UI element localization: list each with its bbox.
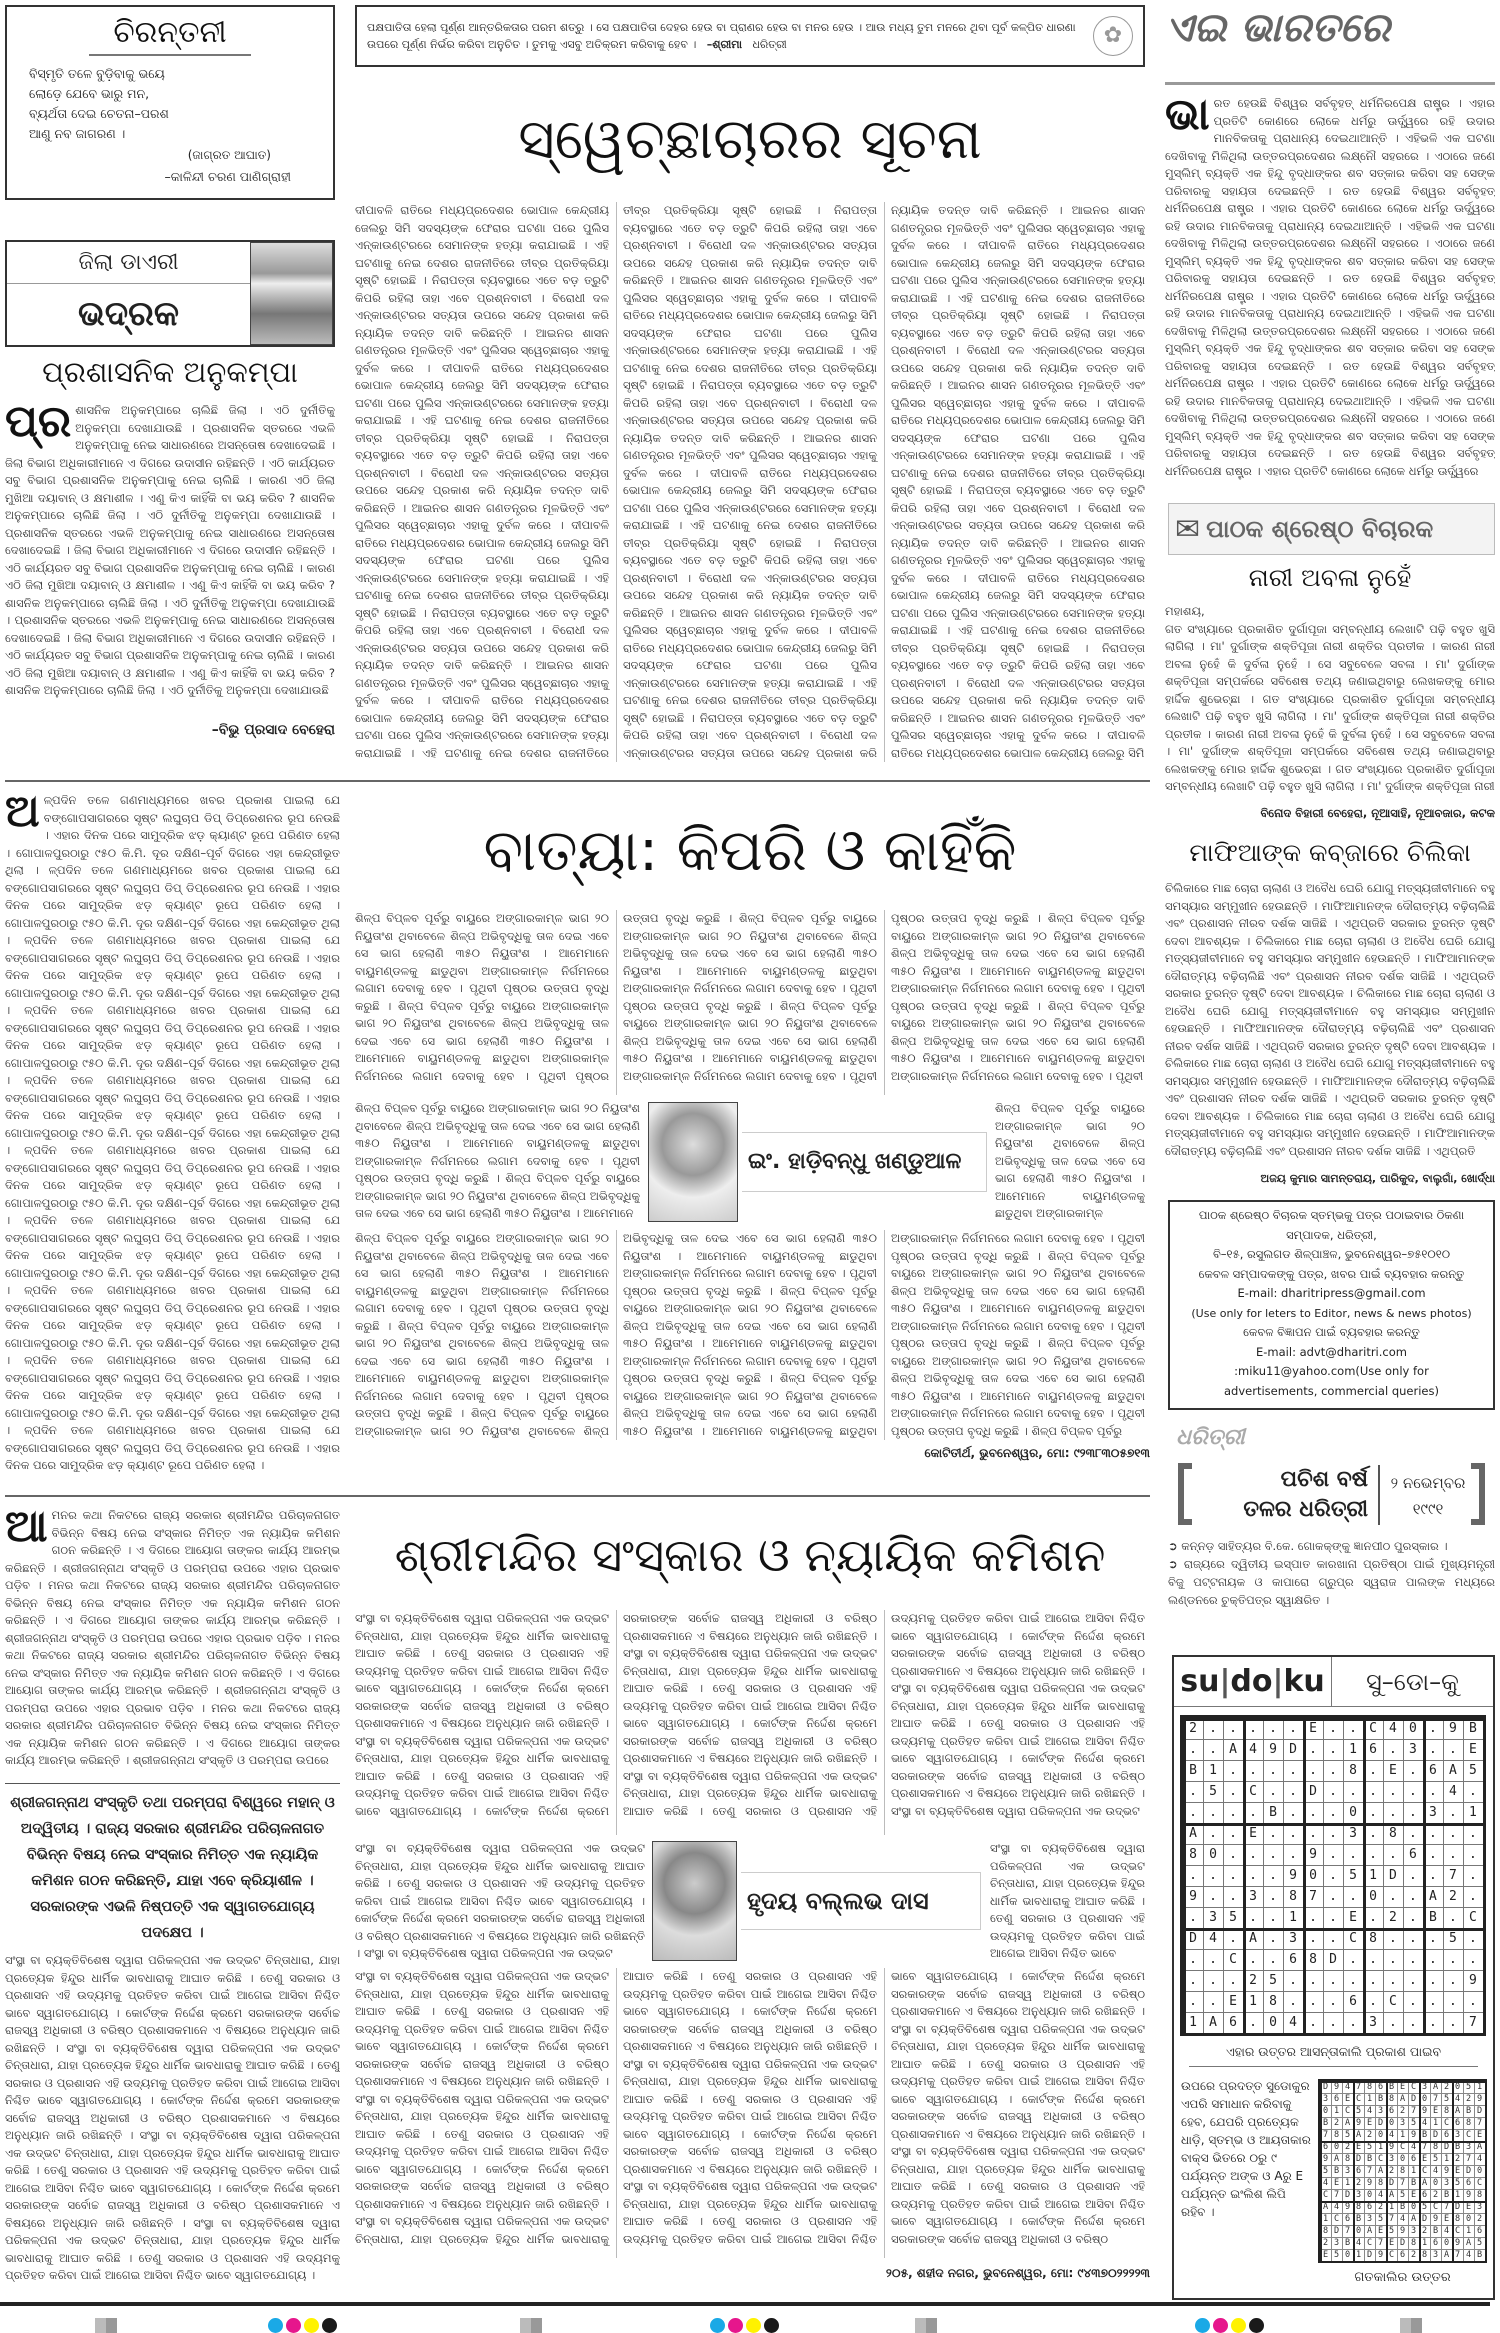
zila-body <box>5 402 335 702</box>
bharat-logo: ଏଇ ଭାରତରେ <box>1165 5 1495 85</box>
archive-item-text: ରାଜ୍ୟରେ ଦ୍ୱିତୀୟ ଇସ୍ପାତ କାରଖାନା ପ୍ରତିଷ୍ଠା ପାଇଁ ମୁଖ୍ୟମନ୍ତ୍ରୀ ବିଜୁ ପଟ୍ଟନାୟକ ଓ କାପାରୋ ଗ୍ରୁପ୍‌ର ସ୍ୱରାଜ ପାଲଙ୍କ ମଧ୍ୟରେ ଲଣ୍ଡନରେ ଚୁକ୍ତିପତ୍ର ସ୍ୱାକ୍ଷରିତ । <box>1168 1557 1495 1607</box>
grid-row: 23B4C7ED81609A5 <box>1323 2238 1488 2248</box>
grid-row: 785A20419BD63CE <box>1323 2130 1488 2140</box>
quote-text: ପକ୍ଷପାତିତା ହେଲା ପୂର୍ଣ୍ଣ ଆନ୍ତରିକତାର ପରମ ଶତ୍ରୁ । ସେ ପକ୍ଷପାତିତା ଦେହର ହେଉ ବା ପ୍ରାଣର ହେଉ ବା ମନର ହେଉ । ଆଉ ମଧ୍ୟ ତୁମ ମନରେ ଥିବା ପୂର୍ବ କଳ୍ପିତ ଧାରଣା ଉପରେ ପୂର୍ଣ୍ଣ ନିର୍ଭର କରିବା ଅନୁଚିତ । ତୁମକୁ ଏସବୁ ଅତିକ୍ରମ କରିବାକୁ ହେବ । <box>367 21 1076 51</box>
chirantani-title: ଚିରନ୍ତନୀ <box>89 15 251 56</box>
sudoku-title-su: su <box>1180 1664 1220 1699</box>
yellow-dot <box>1231 2318 1246 2333</box>
grid-row[interactable]: ..A49D..16.3..E <box>1189 1742 1490 1757</box>
article-text: ଶିଳ୍ପ ବିପ୍ଳବ ପୂର୍ବରୁ ବାୟୁରେ ଅଙ୍ଗାରକାମ୍ଳ ଭାଗ ୨୦ ନିୟୁତାଂଶ ଥିବାବେଳେ ଶିଳ୍ପ ଅଭିବୃଦ୍ଧିକୁ ତାଳ ଦେଇ ଏବେ ସେ ଭାଗ ହେଲାଣି ୩୫୦ ନିୟୁତାଂଶ । ଆମେମାନେ ବାୟୁମଣ୍ଡଳକୁ ଛାଡୁଥିବା ଅଙ୍ଗାରକାମ୍ଳ ନିର୍ଗମନରେ ଲଗାମ ଦେବାକୁ ହେବ । ପୃଥିବୀ ପୃଷ୍ଠର ଉତ୍ତାପ ବୃଦ୍ଧି କରୁଛି । ଶିଳ୍ପ ବିପ୍ଳବ ପୂର୍ବରୁ ବାୟୁରେ ଅଙ୍ଗାରକାମ୍ଳ ଭାଗ ୨୦ ନିୟୁତାଂଶ ଥିବାବେଳେ ଶିଳ୍ପ ଅଭିବୃଦ୍ଧିକୁ ତାଳ ଦେଇ ଏବେ ସେ ଭାଗ ହେଲାଣି ୩୫୦ ନିୟୁତାଂଶ । ଆମେମାନେ ବାୟୁମଣ୍ଡଳକୁ ଛାଡୁଥିବା ଅଙ୍ଗାରକାମ୍ଳ ନିର୍ଗମନରେ ଲଗାମ ଦେବାକୁ ହେବ । ପୃଥିବୀ ପୃଷ୍ଠର ଉତ୍ତାପ ବୃଦ୍ଧି କରୁଛି । ଶିଳ୍ପ ବିପ୍ଳବ ପୂର୍ବରୁ ବାୟୁରେ ଅଙ୍ଗାରକାମ୍ଳ ଭାଗ ୨୦ ନିୟୁତାଂଶ ଥିବାବେଳେ ଶିଳ୍ପ ଅଭିବୃଦ୍ଧିକୁ ତାଳ ଦେଇ ଏବେ ସେ ଭାଗ ହେଲାଣି ୩୫୦ ନିୟୁତାଂଶ । ଆମେମାନେ ବାୟୁମଣ୍ଡଳକୁ ଛାଡୁଥିବା ଅଙ୍ଗାରକାମ୍ଳ ନିର୍ଗମନରେ ଲଗାମ ଦେବାକୁ ହେବ । ପୃଥିବୀ ପୃଷ୍ଠର ଉତ୍ତାପ ବୃଦ୍ଧି କରୁଛି । ଶିଳ୍ପ ବିପ୍ଳବ ପୂର୍ବରୁ ବାୟୁରେ ଅଙ୍ଗାରକାମ୍ଳ ଭାଗ ୨୦ ନିୟୁତାଂଶ ଥିବାବେଳେ ଶିଳ୍ପ ଅଭିବୃଦ୍ଧିକୁ ତାଳ ଦେଇ ଏବେ ସେ ଭାଗ ହେଲାଣି ୩୫୦ ନିୟୁତାଂଶ । ଆମେମାନେ ବାୟୁମଣ୍ଡଳକୁ ଛାଡୁଥିବା ଅଙ୍ଗାରକାମ୍ଳ ନିର୍ଗମନରେ ଲଗାମ ଦେବାକୁ ହେବ । ପୃଥିବୀ ପୃଷ୍ଠର ଉତ୍ତାପ ବୃଦ୍ଧି କରୁଛି । ଶିଳ୍ପ ବିପ୍ଳବ ପୂର୍ବରୁ ବାୟୁରେ ଅଙ୍ଗାରକାମ୍ଳ ଭାଗ ୨୦ ନିୟୁତାଂଶ ଥିବାବେଳେ ଶିଳ୍ପ ଅଭିବୃଦ୍ଧିକୁ ତାଳ ଦେଇ ଏବେ ସେ ଭାଗ ହେଲାଣି ୩୫୦ ନିୟୁତାଂଶ । ଆମେମାନେ ବାୟୁମଣ୍ଡଳକୁ ଛାଡୁଥିବା ଅଙ୍ଗାରକାମ୍ଳ ନିର୍ଗମନରେ ଲଗାମ ଦେବାକୁ ହେବ । ପୃଥିବୀ ପୃଷ୍ଠର ଉତ୍ତାପ ବୃଦ୍ଧି କରୁଛି । ଶିଳ୍ପ ବିପ୍ଳବ ପୂର୍ବରୁ ବାୟୁରେ ଅଙ୍ଗାରକାମ୍ଳ ଭାଗ ୨୦ ନିୟୁତାଂଶ ଥିବାବେଳେ ଶିଳ୍ପ ଅଭିବୃଦ୍ଧିକୁ ତାଳ ଦେଇ ଏବେ ସେ ଭାଗ ହେଲାଣି ୩୫୦ ନିୟୁତାଂଶ । ଆମେମାନେ ବାୟୁମଣ୍ଡଳକୁ ଛାଡୁଥିବା ଅଙ୍ଗାରକାମ୍ଳ ନିର୍ଗମନରେ ଲଗାମ ଦେବାକୁ ହେବ । ପୃଥିବୀ ପୃଷ୍ଠର ଉତ୍ତାପ ବୃଦ୍ଧି କରୁଛି । ଶିଳ୍ପ ବିପ୍ଳବ ପୂର୍ବରୁ ବାୟୁରେ ଅଙ୍ଗାରକାମ୍ଳ ଭାଗ ୨୦ ନିୟୁତାଂଶ ଥିବାବେଳେ ଶିଳ୍ପ ଅଭିବୃଦ୍ଧିକୁ ତାଳ ଦେଇ ଏବେ ସେ ଭାଗ ହେଲାଣି ୩୫୦ ନିୟୁତାଂଶ । ଆମେମାନେ ବାୟୁମଣ୍ଡଳକୁ ଛାଡୁଥିବା ଅଙ୍ଗାରକାମ୍ଳ ନିର୍ଗମନରେ ଲଗାମ ଦେବାକୁ ହେବ । ପୃଥିବୀ ପୃଷ୍ଠର ଉତ୍ତାପ ବୃଦ୍ଧି କରୁଛି । ଶିଳ୍ପ ବିପ୍ଳବ ପୂର୍ବରୁ <box>355 1231 1145 1438</box>
grid-row: 4E1298D7BA0356C <box>1323 2178 1488 2188</box>
poem-line: ବ୍ୟର୍ଥତା ଦେଇ ଚେତନା–ପରଶ <box>29 106 169 121</box>
grid-row[interactable]: 9..3.87..0..A2. <box>1189 1889 1490 1904</box>
grid-row[interactable]: ..C..68D....... <box>1189 1952 1490 1967</box>
article-text: ରତ ହେଉଛି ବିଶ୍ୱର ସର୍ବବୃହତ୍ ଧର୍ମନିରପେକ୍ଷ ରାଷ୍ଟ୍ର । ଏହାର ପ୍ରତିଟି କୋଣରେ ଲୋକେ ଧର୍ମରୁ ଊର୍ଦ୍ଧ୍ୱରେ ରହି ଉଦାର ମାନବିକତାକୁ ପ୍ରାଧାନ୍ୟ ଦେଇଥାଆନ୍ତି । ଏହିଭଳି ଏକ ଘଟଣା ଦେଖିବାକୁ ମିଳିଥିଲା ଉତ୍ତରପ୍ରଦେଶର ଲକ୍ଷ୍ନୌ ସହରରେ । ଏଠାରେ ଜଣେ ମୁସ୍‌ଲିମ୍ ବ୍ୟକ୍ତି ଏକ ହିନ୍ଦୁ ବୃଦ୍ଧାଙ୍କର ଶବ ସତ୍କାର କରିବା ସହ ସେଙ୍କ ପରିବାରକୁ ସହାୟତା ଦେଇଛନ୍ତି । ରତ ହେଉଛି ବିଶ୍ୱର ସର୍ବବୃହତ୍ ଧର୍ମନିରପେକ୍ଷ ରାଷ୍ଟ୍ର । ଏହାର ପ୍ରତିଟି କୋଣରେ ଲୋକେ ଧର୍ମରୁ ଊର୍ଦ୍ଧ୍ୱରେ ରହି ଉଦାର ମାନବିକତାକୁ ପ୍ରାଧାନ୍ୟ ଦେଇଥାଆନ୍ତି । ଏହିଭଳି ଏକ ଘଟଣା ଦେଖିବାକୁ ମିଳିଥିଲା ଉତ୍ତରପ୍ରଦେଶର ଲକ୍ଷ୍ନୌ ସହରରେ । ଏଠାରେ ଜଣେ ମୁସ୍‌ଲିମ୍ ବ୍ୟକ୍ତି ଏକ ହିନ୍ଦୁ ବୃଦ୍ଧାଙ୍କର ଶବ ସତ୍କାର କରିବା ସହ ସେଙ୍କ ପରିବାରକୁ ସହାୟତା ଦେଇଛନ୍ତି । ରତ ହେଉଛି ବିଶ୍ୱର ସର୍ବବୃହତ୍ ଧର୍ମନିରପେକ୍ଷ ରାଷ୍ଟ୍ର । ଏହାର ପ୍ରତିଟି କୋଣରେ ଲୋକେ ଧର୍ମରୁ ଊର୍ଦ୍ଧ୍ୱରେ ରହି ଉଦାର ମାନବିକତାକୁ ପ୍ରାଧାନ୍ୟ ଦେଇଥାଆନ୍ତି । ଏହିଭଳି ଏକ ଘଟଣା ଦେଖିବାକୁ ମିଳିଥିଲା ଉତ୍ତରପ୍ରଦେଶର ଲକ୍ଷ୍ନୌ ସହରରେ । ଏଠାରେ ଜଣେ ମୁସ୍‌ଲିମ୍ ବ୍ୟକ୍ତି ଏକ ହିନ୍ଦୁ ବୃଦ୍ଧାଙ୍କର ଶବ ସତ୍କାର କରିବା ସହ ସେଙ୍କ ପରିବାରକୁ ସହାୟତା ଦେଇଛନ୍ତି । ରତ ହେଉଛି ବିଶ୍ୱର ସର୍ବବୃହତ୍ ଧର୍ମନିରପେକ୍ଷ ରାଷ୍ଟ୍ର । ଏହାର ପ୍ରତିଟି କୋଣରେ ଲୋକେ ଧର୍ମରୁ ଊର୍ଦ୍ଧ୍ୱରେ ରହି ଉଦାର ମାନବିକତାକୁ ପ୍ରାଧାନ୍ୟ ଦେଇଥାଆନ୍ତି । ଏହିଭଳି ଏକ ଘଟଣା ଦେଖିବାକୁ ମିଳିଥିଲା ଉତ୍ତରପ୍ରଦେଶର ଲକ୍ଷ୍ନୌ ସହରରେ । ଏଠାରେ ଜଣେ ମୁସ୍‌ଲିମ୍ ବ୍ୟକ୍ତି ଏକ ହିନ୍ଦୁ ବୃଦ୍ଧାଙ୍କର ଶବ ସତ୍କାର କରିବା ସହ ସେଙ୍କ ପରିବାରକୁ ସହାୟତା ଦେଇଛନ୍ତି । ରତ ହେଉଛି ବିଶ୍ୱର ସର୍ବବୃହତ୍ ଧର୍ମନିରପେକ୍ଷ ରାଷ୍ଟ୍ର । ଏହାର ପ୍ରତିଟି କୋଣରେ ଲୋକେ ଧର୍ମରୁ ଊର୍ଦ୍ଧ୍ୱରେ <box>1165 96 1495 478</box>
grid-row: D94786BEC3A2051 <box>1323 2082 1488 2092</box>
grid-row[interactable]: 80....9....6... <box>1189 1847 1490 1862</box>
archive-year: ୧୯୯୧ <box>1412 1500 1444 1518</box>
sudoku-solution-grid <box>1318 2079 1487 2263</box>
grid-row: 1C6B3574AD9E802 <box>1323 2214 1488 2224</box>
article-text: ଶିଳ୍ପ ବିପ୍ଳବ ପୂର୍ବରୁ ବାୟୁରେ ଅଙ୍ଗାରକାମ୍ଳ ଭାଗ ୨୦ ନିୟୁତାଂଶ ଥିବାବେଳେ ଶିଳ୍ପ ଅଭିବୃଦ୍ଧିକୁ ତାଳ ଦେଇ ଏବେ ସେ ଭାଗ ହେଲାଣି ୩୫୦ ନିୟୁତାଂଶ । ଆମେମାନେ ବାୟୁମଣ୍ଡଳକୁ ଛାଡୁଥିବା ଅଙ୍ଗାରକାମ୍ଳ ନିର୍ଗମନରେ ଲଗାମ ଦେବାକୁ ହେବ । ପୃଥିବୀ ପୃଷ୍ଠର ଉତ୍ତାପ ବୃଦ୍ଧି କରୁଛି । ଶିଳ୍ପ ବିପ୍ଳବ ପୂର୍ବରୁ ବାୟୁରେ ଅଙ୍ଗାରକାମ୍ଳ ଭାଗ ୨୦ ନିୟୁତାଂଶ ଥିବାବେଳେ ଶିଳ୍ପ ଅଭିବୃଦ୍ଧିକୁ ତାଳ ଦେଇ ଏବେ ସେ ଭାଗ ହେଲାଣି ୩୫୦ ନିୟୁତାଂଶ । ଆମେମାନେ <box>355 1101 640 1220</box>
gray-registration-mark <box>1400 2318 1422 2333</box>
color-registration-marks <box>268 2318 337 2333</box>
cyan-dot <box>710 2318 725 2333</box>
grid-row: 602E519C478DB3A <box>1323 2142 1488 2152</box>
drop-cap: ଆ <box>5 1507 48 1552</box>
poem-line: ଆଣୁ ନବ ଜାଗରଣ । <box>29 126 126 141</box>
sudoku-title-ku: ku <box>1283 1664 1325 1699</box>
temple-headline: ଶ୍ରୀମନ୍ଦିର ସଂସ୍କାର ଓ ନ୍ୟାୟିକ କମିଶନ <box>394 1528 1106 1582</box>
article-text: ସଂସ୍ଥା ବା ବ୍ୟକ୍ତିବିଶେଷ ଦ୍ୱାରା ପରିକଳ୍ପନା ଏକ ଉଦ୍ଭଟ ଚିନ୍ତାଧାରା, ଯାହା ପ୍ରତ୍ୟେକ ହିନ୍ଦୁର ଧାର୍ମିକ ଭାବଧାରାକୁ ଆଘାତ କରିଛି । ତେଣୁ ସରକାର ଓ ପ୍ରଶାସନ ଏହି ଉଦ୍ୟମକୁ ପ୍ରତିହତ କରିବା ପାଇଁ ଆଗେଇ ଆସିବା ନିଶ୍ଚିତ ଭାବେ <box>990 1841 1145 1960</box>
color-registration-marks <box>1195 2318 1264 2333</box>
cyan-dot <box>268 2318 283 2333</box>
temple-body-left <box>5 1507 340 1777</box>
quote-author: –ଶ୍ରୀମା <box>706 38 742 51</box>
grid-row[interactable]: ....B...0...3.1 <box>1189 1805 1490 1820</box>
gray-registration-mark <box>95 2318 117 2333</box>
zila-district: ଭଦ୍ରକ <box>77 294 180 334</box>
editor-email-link[interactable]: E-mail: dharitripress@gmail.com <box>1237 1286 1426 1300</box>
chirantani-box <box>5 5 335 200</box>
archive-date: ୨ ନଭେମ୍ବର <box>1390 1474 1466 1492</box>
article-text: ଳ୍ପଦିନ ତଳେ ଗଣମାଧ୍ୟମରେ ଖବର ପ୍ରକାଶ ପାଇଲା ଯେ ବଙ୍ଗୋପସାଗରରେ ସୃଷ୍ଟ ଲଘୁଚାପ ଡିପ୍ ଡିପ୍ରେଶନର ରୂପ ନେଉଛି । ଏହାର ଦିନକ ପରେ ସାମୁଦ୍ରିକ ଝଡ଼ କ୍ୟାଣ୍ଟ ରୂପେ ପରିଣତ ହେଲା । ଗୋପାଳପୁରଠାରୁ ୯୫୦ କି.ମି. ଦୂର ଦକ୍ଷିଣ–ପୂର୍ବ ଦିଗରେ ଏହା କେନ୍ଦ୍ରୀଭୂତ ଥିଲା । ଳ୍ପଦିନ ତଳେ ଗଣମାଧ୍ୟମରେ ଖବର ପ୍ରକାଶ ପାଇଲା ଯେ ବଙ୍ଗୋପସାଗରରେ ସୃଷ୍ଟ ଲଘୁଚାପ ଡିପ୍ ଡିପ୍ରେଶନର ରୂପ ନେଉଛି । ଏହାର ଦିନକ ପରେ ସାମୁଦ୍ରିକ ଝଡ଼ କ୍ୟାଣ୍ଟ ରୂପେ ପରିଣତ ହେଲା । ଗୋପାଳପୁରଠାରୁ ୯୫୦ କି.ମି. ଦୂର ଦକ୍ଷିଣ–ପୂର୍ବ ଦିଗରେ ଏହା କେନ୍ଦ୍ରୀଭୂତ ଥିଲା । ଳ୍ପଦିନ ତଳେ ଗଣମାଧ୍ୟମରେ ଖବର ପ୍ରକାଶ ପାଇଲା ଯେ ବଙ୍ଗୋପସାଗରରେ ସୃଷ୍ଟ ଲଘୁଚାପ ଡିପ୍ ଡିପ୍ରେଶନର ରୂପ ନେଉଛି । ଏହାର ଦିନକ ପରେ ସାମୁଦ୍ରିକ ଝଡ଼ କ୍ୟାଣ୍ଟ ରୂପେ ପରିଣତ ହେଲା । ଗୋପାଳପୁରଠାରୁ ୯୫୦ କି.ମି. ଦୂର ଦକ୍ଷିଣ–ପୂର୍ବ ଦିଗରେ ଏହା କେନ୍ଦ୍ରୀଭୂତ ଥିଲା । ଳ୍ପଦିନ ତଳେ ଗଣମାଧ୍ୟମରେ ଖବର ପ୍ରକାଶ ପାଇଲା ଯେ ବଙ୍ଗୋପସାଗରରେ ସୃଷ୍ଟ ଲଘୁଚାପ ଡିପ୍ ଡିପ୍ରେଶନର ରୂପ ନେଉଛି । ଏହାର ଦିନକ ପରେ ସାମୁଦ୍ରିକ ଝଡ଼ କ୍ୟାଣ୍ଟ ରୂପେ ପରିଣତ ହେଲା । ଗୋପାଳପୁରଠାରୁ ୯୫୦ କି.ମି. ଦୂର ଦକ୍ଷିଣ–ପୂର୍ବ ଦିଗରେ ଏହା କେନ୍ଦ୍ରୀଭୂତ ଥିଲା । ଳ୍ପଦିନ ତଳେ ଗଣମାଧ୍ୟମରେ ଖବର ପ୍ରକାଶ ପାଇଲା ଯେ ବଙ୍ଗୋପସାଗରରେ ସୃଷ୍ଟ ଲଘୁଚାପ ଡିପ୍ ଡିପ୍ରେଶନର ରୂପ ନେଉଛି । ଏହାର ଦିନକ ପରେ ସାମୁଦ୍ରିକ ଝଡ଼ କ୍ୟାଣ୍ଟ ରୂପେ ପରିଣତ ହେଲା । ଗୋପାଳପୁରଠାରୁ ୯୫୦ କି.ମି. ଦୂର ଦକ୍ଷିଣ–ପୂର୍ବ ଦିଗରେ ଏହା କେନ୍ଦ୍ରୀଭୂତ ଥିଲା । ଳ୍ପଦିନ ତଳେ ଗଣମାଧ୍ୟମରେ ଖବର ପ୍ରକାଶ ପାଇଲା ଯେ ବଙ୍ଗୋପସାଗରରେ ସୃଷ୍ଟ ଲଘୁଚାପ ଡିପ୍ ଡିପ୍ରେଶନର ରୂପ ନେଉଛି । ଏହାର ଦିନକ ପରେ ସାମୁଦ୍ରିକ ଝଡ଼ କ୍ୟାଣ୍ଟ ରୂପେ ପରିଣତ ହେଲା । ଗୋପାଳପୁରଠାରୁ ୯୫୦ କି.ମି. ଦୂର ଦକ୍ଷିଣ–ପୂର୍ବ ଦିଗରେ ଏହା କେନ୍ଦ୍ରୀଭୂତ ଥିଲା । ଳ୍ପଦିନ ତଳେ ଗଣମାଧ୍ୟମରେ ଖବର ପ୍ରକାଶ ପାଇଲା ଯେ ବଙ୍ଗୋପସାଗରରେ ସୃଷ୍ଟ ଲଘୁଚାପ ଡିପ୍ ଡିପ୍ରେଶନର ରୂପ ନେଉଛି । ଏହାର ଦିନକ ପରେ ସାମୁଦ୍ରିକ ଝଡ଼ କ୍ୟାଣ୍ଟ ରୂପେ ପରିଣତ ହେଲା । ଗୋପାଳପୁରଠାରୁ ୯୫୦ କି.ମି. ଦୂର ଦକ୍ଷିଣ–ପୂର୍ବ ଦିଗରେ ଏହା କେନ୍ଦ୍ରୀଭୂତ ଥିଲା । ଳ୍ପଦିନ ତଳେ ଗଣମାଧ୍ୟମରେ ଖବର ପ୍ରକାଶ ପାଇଲା ଯେ ବଙ୍ଗୋପସାଗରରେ ସୃଷ୍ଟ ଲଘୁଚାପ ଡିପ୍ ଡିପ୍ରେଶନର ରୂପ ନେଉଛି । ଏହାର ଦିନକ ପରେ ସାମୁଦ୍ରିକ ଝଡ଼ କ୍ୟାଣ୍ଟ ରୂପେ ପରିଣତ ହେଲା । ଗୋପାଳପୁରଠାରୁ ୯୫୦ କି.ମି. ଦୂର ଦକ୍ଷିଣ–ପୂର୍ବ ଦିଗରେ ଏହା କେନ୍ଦ୍ରୀଭୂତ ଥିଲା । ଳ୍ପଦିନ ତଳେ ଗଣମାଧ୍ୟମରେ ଖବର ପ୍ରକାଶ ପାଇଲା ଯେ ବଙ୍ଗୋପସାଗରରେ ସୃଷ୍ଟ ଲଘୁଚାପ ଡିପ୍ ଡିପ୍ରେଶନର ରୂପ ନେଉଛି । ଏହାର ଦିନକ ପରେ ସାମୁଦ୍ରିକ ଝଡ଼ କ୍ୟାଣ୍ଟ ରୂପେ ପରିଣତ ହେଲା । ଗୋପାଳପୁରଠାରୁ ୯୫୦ କି.ମି. ଦୂର ଦକ୍ଷିଣ–ପୂର୍ବ ଦିଗରେ ଏହା କେନ୍ଦ୍ରୀଭୂତ ଥିଲା । ଳ୍ପଦିନ ତଳେ ଗଣମାଧ୍ୟମରେ ଖବର ପ୍ରକାଶ ପାଇଲା ଯେ ବଙ୍ଗୋପସାଗରରେ ସୃଷ୍ଟ ଲଘୁଚାପ ଡିପ୍ ଡିପ୍ରେଶନର ରୂପ ନେଉଛି । ଏହାର ଦିନକ ପରେ ସାମୁଦ୍ରିକ ଝଡ଼ କ୍ୟାଣ୍ଟ ରୂପେ ପରିଣତ ହେଲା । <box>5 793 340 1472</box>
sudoku-title-odia: ସୁ–ଡୋ–କୁ <box>1366 1667 1459 1696</box>
grid-row[interactable]: 1A6.04...3....7 <box>1189 2015 1490 2030</box>
gray-registration-mark <box>520 2318 542 2333</box>
author-photo <box>652 1841 737 1961</box>
grid-row: 9A8DBC306E51274 <box>1323 2154 1488 2164</box>
black-dot <box>764 2318 779 2333</box>
yellow-dot <box>304 2318 319 2333</box>
grid-row: 5B367A281C49ED0 <box>1323 2166 1488 2176</box>
sudoku-solution-label: ଗତକାଲିର ଉତ୍ତର <box>1354 2270 1451 2285</box>
storm-headline: ବାତ୍ୟା: କିପରି ଓ କାହିଁକି <box>483 816 1017 884</box>
archive-item-text: କନ୍ନଡ଼ ସାହିତ୍ୟର ବି.କେ. ଗୋକକ୍‌ଙ୍କୁ ଜ୍ଞାନପୀଠ ପୁରସ୍କାର । <box>1181 1539 1448 1553</box>
temple-pullquote: ଶ୍ରୀଜଗନ୍ନାଥ ସଂସ୍କୃତି ତଥା ପରମ୍ପରା ବିଶ୍ୱରେ ମହାନ୍ ଓ ଅଦ୍ୱିତୀୟ । ରାଜ୍ୟ ସରକାର ଶ୍ରୀମନ୍ଦିର ପରିଚାଳନାଗତ ବିଭିନ୍ନ ବିଷୟ ନେଇ ସଂସ୍କାର ନିମିତ୍ତ ଏକ ନ୍ୟାୟିକ କମିଶନ ଗଠନ କରିଛନ୍ତି, ଯାହା ଏବେ କ୍ରିୟାଶୀଳ । ସରକାରଙ୍କ ଏଭଳି ନିଷ୍ପତ୍ତି ଏକ ସ୍ୱାଗତଯୋଗ୍ୟ ପଦକ୍ଷେପ । <box>5 1783 340 1952</box>
sudoku-title-do: do <box>1230 1664 1273 1699</box>
archive-item: ➲ କନ୍ନଡ଼ ସାହିତ୍ୟର ବି.କେ. ଗୋକକ୍‌ଙ୍କୁ ଜ୍ଞାନପୀଠ ପୁରସ୍କାର । <box>1168 1539 1448 1553</box>
sudoku-instructions: ଉପରେ ପ୍ରଦତ୍ତ ସୁଡୋକୁର ଏପରି ସମାଧାନ କରିବାକୁ ହେବ, ଯେପରି ପ୍ରତ୍ୟେକ ଧାଡ଼ି, ସ୍ତମ୍ଭ ଓ ଆୟତାକାର ବାକ୍ସ ଭିତରେ ୦ରୁ ୯ ପର୍ଯ୍ୟନ୍ତ ଅଙ୍କ ଓ Aରୁ E ପର୍ଯ୍ୟନ୍ତ ଇଂଲିଶ ଲିପି ରହିବ । <box>1181 2079 1311 2219</box>
temple-body-left2 <box>5 1952 340 2295</box>
black-dot <box>322 2318 337 2333</box>
article-text: ଶିଳ୍ପ ବିପ୍ଳବ ପୂର୍ବରୁ ବାୟୁରେ ଅଙ୍ଗାରକାମ୍ଳ ଭାଗ ୨୦ ନିୟୁତାଂଶ ଥିବାବେଳେ ଶିଳ୍ପ ଅଭିବୃଦ୍ଧିକୁ ତାଳ ଦେଇ ଏବେ ସେ ଭାଗ ହେଲାଣି ୩୫୦ ନିୟୁତାଂଶ । ଆମେମାନେ ବାୟୁମଣ୍ଡଳକୁ ଛାଡୁଥିବା ଅଙ୍ଗାରକାମ୍ଳ <box>995 1101 1145 1220</box>
section-divider <box>5 1495 1150 1497</box>
grid-row[interactable]: 2.....E..C40.9B <box>1189 1721 1490 1736</box>
address-line: ସମ୍ପାଦକ, ଧରିତ୍ରୀ, <box>1286 1227 1377 1242</box>
gray-registration-mark <box>915 2318 937 2333</box>
article-text: ଶିଳ୍ପ ବିପ୍ଳବ ପୂର୍ବରୁ ବାୟୁରେ ଅଙ୍ଗାରକାମ୍ଳ ଭାଗ ୨୦ ନିୟୁତାଂଶ ଥିବାବେଳେ ଶିଳ୍ପ ଅଭିବୃଦ୍ଧିକୁ ତାଳ ଦେଇ ଏବେ ସେ ଭାଗ ହେଲାଣି ୩୫୦ ନିୟୁତାଂଶ । ଆମେମାନେ ବାୟୁମଣ୍ଡଳକୁ ଛାଡୁଥିବା ଅଙ୍ଗାରକାମ୍ଳ ନିର୍ଗମନରେ ଲଗାମ ଦେବାକୁ ହେବ । ପୃଥିବୀ ପୃଷ୍ଠର ଉତ୍ତାପ ବୃଦ୍ଧି କରୁଛି । ଶିଳ୍ପ ବିପ୍ଳବ ପୂର୍ବରୁ ବାୟୁରେ ଅଙ୍ଗାରକାମ୍ଳ ଭାଗ ୨୦ ନିୟୁତାଂଶ ଥିବାବେଳେ ଶିଳ୍ପ ଅଭିବୃଦ୍ଧିକୁ ତାଳ ଦେଇ ଏବେ ସେ ଭାଗ ହେଲାଣି ୩୫୦ ନିୟୁତାଂଶ । ଆମେମାନେ ବାୟୁମଣ୍ଡଳକୁ ଛାଡୁଥିବା ଅଙ୍ଗାରକାମ୍ଳ ନିର୍ଗମନରେ ଲଗାମ ଦେବାକୁ ହେବ । ପୃଥିବୀ ପୃଷ୍ଠର ଉତ୍ତାପ ବୃଦ୍ଧି କରୁଛି । ଶିଳ୍ପ ବିପ୍ଳବ ପୂର୍ବରୁ ବାୟୁରେ ଅଙ୍ଗାରକାମ୍ଳ ଭାଗ ୨୦ ନିୟୁତାଂଶ ଥିବାବେଳେ ଶିଳ୍ପ ଅଭିବୃଦ୍ଧିକୁ ତାଳ ଦେଇ ଏବେ ସେ ଭାଗ ହେଲାଣି ୩୫୦ ନିୟୁତାଂଶ । ଆମେମାନେ ବାୟୁମଣ୍ଡଳକୁ ଛାଡୁଥିବା ଅଙ୍ଗାରକାମ୍ଳ ନିର୍ଗମନରେ ଲଗାମ ଦେବାକୁ ହେବ । ପୃଥିବୀ ପୃଷ୍ଠର ଉତ୍ତାପ ବୃଦ୍ଧି କରୁଛି । ଶିଳ୍ପ ବିପ୍ଳବ ପୂର୍ବରୁ ବାୟୁରେ ଅଙ୍ଗାରକାମ୍ଳ ଭାଗ ୨୦ ନିୟୁତାଂଶ ଥିବାବେଳେ ଶିଳ୍ପ ଅଭିବୃଦ୍ଧିକୁ ତାଳ ଦେଇ ଏବେ ସେ ଭାଗ ହେଲାଣି ୩୫୦ ନିୟୁତାଂଶ । ଆମେମାନେ ବାୟୁମଣ୍ଡଳକୁ ଛାଡୁଥିବା ଅଙ୍ଗାରକାମ୍ଳ ନିର୍ଗମନରେ ଲଗାମ ଦେବାକୁ ହେବ । ପୃଥିବୀ ପୃଷ୍ଠର ଉତ୍ତାପ ବୃଦ୍ଧି କରୁଛି । ଶିଳ୍ପ ବିପ୍ଳବ ପୂର୍ବରୁ ବାୟୁରେ ଅଙ୍ଗାରକାମ୍ଳ ଭାଗ ୨୦ ନିୟୁତାଂଶ ଥିବାବେଳେ ଶିଳ୍ପ ଅଭିବୃଦ୍ଧିକୁ ତାଳ ଦେଇ ଏବେ ସେ ଭାଗ ହେଲାଣି ୩୫୦ ନିୟୁତାଂଶ । ଆମେମାନେ ବାୟୁମଣ୍ଡଳକୁ ଛାଡୁଥିବା ଅଙ୍ଗାରକାମ୍ଳ ନିର୍ଗମନରେ ଲଗାମ ଦେବାକୁ ହେବ । ପୃଥିବୀ ପୃଷ୍ଠର ଉତ୍ତାପ ବୃଦ୍ଧି କରୁଛି । ଶିଳ୍ପ ବିପ୍ଳବ ପୂର୍ବରୁ ବାୟୁରେ ଅଙ୍ଗାରକାମ୍ଳ ଭାଗ ୨୦ ନିୟୁତାଂଶ ଥିବାବେଳେ ଶିଳ୍ପ ଅଭିବୃଦ୍ଧିକୁ ତାଳ ଦେଇ ଏବେ ସେ ଭାଗ ହେଲାଣି ୩୫୦ ନିୟୁତାଂଶ । ଆମେମାନେ ବାୟୁମଣ୍ଡଳକୁ ଛାଡୁଥିବା ଅଙ୍ଗାରକାମ୍ଳ ନିର୍ଗମନରେ ଲଗାମ ଦେବାକୁ ହେବ । ପୃଥିବୀ <box>355 911 1145 1083</box>
magenta-dot <box>1213 2318 1228 2333</box>
poem-line: ବିସ୍ମୃତି ତଳେ ବୁଡ଼ିବାକୁ ଭୟେ <box>29 66 165 81</box>
sudoku-box <box>1172 1655 1495 2300</box>
archive-title: ତଳର ଧରିତ୍ରୀ <box>1243 1497 1368 1522</box>
archive-item: ➲ ରାଜ୍ୟରେ ଦ୍ୱିତୀୟ ଇସ୍ପାତ କାରଖାନା ପ୍ରତିଷ୍ଠା ପାଇଁ ମୁଖ୍ୟମନ୍ତ୍ରୀ ବିଜୁ ପଟ୍ଟନାୟକ ଓ କାପାରୋ ଗ୍ରୁପ୍‌ର ସ୍ୱରାଜ ପାଲଙ୍କ ମଧ୍ୟରେ ଲଣ୍ଡନରେ ଚୁକ୍ତିପତ୍ର ସ୍ୱାକ୍ଷରିତ । <box>1168 1557 1495 1607</box>
address-line: ବି–୧୫, ରସୁଲଗଡ ଶିଳ୍ପାଞ୍ଚଳ, ଭୁବନେଶ୍ୱର–୭୫୧୦୧୦ <box>1212 1247 1451 1261</box>
address-line: (Use only for leters to Editor, news & news photos) <box>1191 1306 1472 1320</box>
temple-body-lower <box>355 1968 1145 2258</box>
yellow-dot <box>746 2318 761 2333</box>
letter2-headline: ମାଫିଆଙ୍କ କବ୍‌ଜାରେ ଚିଲିକା <box>1189 838 1471 867</box>
zila-byline: –ବିଭୁ ପ୍ରସାଦ ବେହେରା <box>211 722 335 738</box>
article-text: ଗତ ସଂଖ୍ୟାରେ ପ୍ରକାଶିତ ଦୁର୍ଗାପୂଜା ସମ୍ବନ୍ଧୀୟ ଲେଖାଟି ପଢ଼ି ବହୁତ ଖୁସି ଲାଗିଲା । ମା' ଦୁର୍ଗାଙ୍କ ଶକ୍ତିପୂଜା ନାରୀ ଶକ୍ତିର ପ୍ରତୀକ । କାରଣ ନାରୀ ଅବଳା ନୁହେଁ କି ଦୁର୍ବଳା ନୁହେଁ । ସେ ସବୁବେଳେ ସବଳା । ମା' ଦୁର୍ଗାଙ୍କ ଶକ୍ତିପୂଜା ସମ୍ପର୍କରେ ସବିଶେଷ ତଥ୍ୟ ଜଣାଇଥିବାରୁ ଲେଖକଙ୍କୁ ମୋର ହାର୍ଦ୍ଦିକ ଶୁଭେଚ୍ଛା । ଗତ ସଂଖ୍ୟାରେ ପ୍ରକାଶିତ ଦୁର୍ଗାପୂଜା ସମ୍ବନ୍ଧୀୟ ଲେଖାଟି ପଢ଼ି ବହୁତ ଖୁସି ଲାଗିଲା । ମା' ଦୁର୍ଗାଙ୍କ ଶକ୍ତିପୂଜା ନାରୀ ଶକ୍ତିର ପ୍ରତୀକ । କାରଣ ନାରୀ ଅବଳା ନୁହେଁ କି ଦୁର୍ବଳା ନୁହେଁ । ସେ ସବୁବେଳେ ସବଳା । ମା' ଦୁର୍ଗାଙ୍କ ଶକ୍ତିପୂଜା ସମ୍ପର୍କରେ ସବିଶେଷ ତଥ୍ୟ ଜଣାଇଥିବାରୁ ଲେଖକଙ୍କୁ ମୋର ହାର୍ଦ୍ଦିକ ଶୁଭେଚ୍ଛା । ଗତ ସଂଖ୍ୟାରେ ପ୍ରକାଶିତ ଦୁର୍ଗାପୂଜା ସମ୍ବନ୍ଧୀୟ ଲେଖାଟି ପଢ଼ି ବହୁତ ଖୁସି ଲାଗିଲା । ମା' ଦୁର୍ଗାଙ୍କ ଶକ୍ତିପୂଜା ନାରୀ <box>1165 621 1495 793</box>
letters-banner-title: ପାଠକ ଶ୍ରେଷ୍ଠ ବିଚାରକ <box>1206 515 1434 543</box>
temple-photo <box>250 242 333 345</box>
address-line: କେବଳ ସମ୍ପାଦକଙ୍କୁ ପତ୍ର, ଖବର ପାଇଁ ବ୍ୟବହାର କରନ୍ତୁ <box>1198 1266 1465 1281</box>
drop-cap: ଅ <box>5 792 40 837</box>
article-text: ସଂସ୍ଥା ବା ବ୍ୟକ୍ତିବିଶେଷ ଦ୍ୱାରା ପରିକଳ୍ପନା ଏକ ଉଦ୍ଭଟ ଚିନ୍ତାଧାରା, ଯାହା ପ୍ରତ୍ୟେକ ହିନ୍ଦୁର ଧାର୍ମିକ ଭାବଧାରାକୁ ଆଘାତ କରିଛି । ତେଣୁ ସରକାର ଓ ପ୍ରଶାସନ ଏହି ଉଦ୍ୟମକୁ ପ୍ରତିହତ କରିବା ପାଇଁ ଆଗେଇ ଆସିବା ନିଶ୍ଚିତ ଭାବେ ସ୍ୱାଗତଯୋଗ୍ୟ । କୋର୍ଟଙ୍କ ନିର୍ଦ୍ଦେଶ କ୍ରମେ ସରକାରଙ୍କ ସର୍ବୋଚ୍ଚ ରାଜସ୍ୱ ଅଧିକାରୀ ଓ ବରିଷ୍ଠ ପ୍ରଶାସକମାନେ ଏ ବିଷୟରେ ଅନୁଧ୍ୟାନ ଜାରି ରଖିଛନ୍ତି । ସଂସ୍ଥା ବା ବ୍ୟକ୍ତିବିଶେଷ ଦ୍ୱାରା ପରିକଳ୍ପନା ଏକ ଉଦ୍ଭଟ ଚିନ୍ତାଧାରା, ଯାହା ପ୍ରତ୍ୟେକ ହିନ୍ଦୁର ଧାର୍ମିକ ଭାବଧାରାକୁ ଆଘାତ କରିଛି । ତେଣୁ ସରକାର ଓ ପ୍ରଶାସନ ଏହି ଉଦ୍ୟମକୁ ପ୍ରତିହତ କରିବା ପାଇଁ ଆଗେଇ ଆସିବା ନିଶ୍ଚିତ ଭାବେ ସ୍ୱାଗତଯୋଗ୍ୟ । କୋର୍ଟଙ୍କ ନିର୍ଦ୍ଦେଶ କ୍ରମେ ସରକାରଙ୍କ ସର୍ବୋଚ୍ଚ ରାଜସ୍ୱ ଅଧିକାରୀ ଓ ବରିଷ୍ଠ ପ୍ରଶାସକମାନେ ଏ ବିଷୟରେ ଅନୁଧ୍ୟାନ ଜାରି ରଖିଛନ୍ତି । ସଂସ୍ଥା ବା ବ୍ୟକ୍ତିବିଶେଷ ଦ୍ୱାରା ପରିକଳ୍ପନା ଏକ ଉଦ୍ଭଟ ଚିନ୍ତାଧାରା, ଯାହା ପ୍ରତ୍ୟେକ ହିନ୍ଦୁର ଧାର୍ମିକ ଭାବଧାରାକୁ ଆଘାତ କରିଛି । ତେଣୁ ସରକାର ଓ ପ୍ରଶାସନ ଏହି ଉଦ୍ୟମକୁ ପ୍ରତିହତ କରିବା ପାଇଁ ଆଗେଇ ଆସିବା ନିଶ୍ଚିତ ଭାବେ ସ୍ୱାଗତଯୋଗ୍ୟ । କୋର୍ଟଙ୍କ ନିର୍ଦ୍ଦେଶ କ୍ରମେ ସରକାରଙ୍କ ସର୍ବୋଚ୍ଚ ରାଜସ୍ୱ ଅଧିକାରୀ ଓ ବରିଷ୍ଠ ପ୍ରଶାସକମାନେ ଏ ବିଷୟରେ ଅନୁଧ୍ୟାନ ଜାରି ରଖିଛନ୍ତି । ସଂସ୍ଥା ବା ବ୍ୟକ୍ତିବିଶେଷ ଦ୍ୱାରା ପରିକଳ୍ପନା ଏକ ଉଦ୍ଭଟ ଚିନ୍ତାଧାରା, ଯାହା ପ୍ରତ୍ୟେକ ହିନ୍ଦୁର ଧାର୍ମିକ ଭାବଧାରାକୁ ଆଘାତ କରିଛି । ତେଣୁ ସରକାର ଓ ପ୍ରଶାସନ ଏହି ଉଦ୍ୟମକୁ ପ୍ରତିହତ କରିବା ପାଇଁ ଆଗେଇ ଆସିବା ନିଶ୍ଚିତ ଭାବେ ସ୍ୱାଗତଯୋଗ୍ୟ । <box>5 1953 340 2282</box>
author-photo <box>648 1102 738 1222</box>
grid-row[interactable]: B1......8.E.6A5 <box>1189 1763 1490 1778</box>
salutation: ମହାଶୟ, <box>1165 604 1205 618</box>
yahoo-email-link[interactable]: :miku11@yahoo.com(Use only for <box>1234 1364 1429 1378</box>
sudoku-grid[interactable] <box>1180 1715 1490 2036</box>
grid-row[interactable]: .....90.51D..7. <box>1189 1868 1490 1883</box>
temple-body-band-left <box>355 1840 645 1962</box>
bharat-body <box>1165 95 1495 485</box>
article-text: ମନର କଥା ନିକଟରେ ରାଜ୍ୟ ସରକାର ଶ୍ରୀମନ୍ଦିର ପରିଚାଳନାଗତ ବିଭିନ୍ନ ବିଷୟ ନେଇ ସଂସ୍କାର ନିମିତ୍ତ ଏକ ନ୍ୟାୟିକ କମିଶନ ଗଠନ କରିଛନ୍ତି । ଏ ଦିଗରେ ଆୟୋଗ ତାଙ୍କର କାର୍ଯ୍ୟ ଆରମ୍ଭ କରିଛନ୍ତି । ଶ୍ରୀଜଗନ୍ନାଥ ସଂସ୍କୃତି ଓ ପରମ୍ପରା ଉପରେ ଏହାର ପ୍ରଭାବ ପଡ଼ିବ । ମନର କଥା ନିକଟରେ ରାଜ୍ୟ ସରକାର ଶ୍ରୀମନ୍ଦିର ପରିଚାଳନାଗତ ବିଭିନ୍ନ ବିଷୟ ନେଇ ସଂସ୍କାର ନିମିତ୍ତ ଏକ ନ୍ୟାୟିକ କମିଶନ ଗଠନ କରିଛନ୍ତି । ଏ ଦିଗରେ ଆୟୋଗ ତାଙ୍କର କାର୍ଯ୍ୟ ଆରମ୍ଭ କରିଛନ୍ତି । ଶ୍ରୀଜଗନ୍ନାଥ ସଂସ୍କୃତି ଓ ପରମ୍ପରା ଉପରେ ଏହାର ପ୍ରଭାବ ପଡ଼ିବ । ମନର କଥା ନିକଟରେ ରାଜ୍ୟ ସରକାର ଶ୍ରୀମନ୍ଦିର ପରିଚାଳନାଗତ ବିଭିନ୍ନ ବିଷୟ ନେଇ ସଂସ୍କାର ନିମିତ୍ତ ଏକ ନ୍ୟାୟିକ କମିଶନ ଗଠନ କରିଛନ୍ତି । ଏ ଦିଗରେ ଆୟୋଗ ତାଙ୍କର କାର୍ଯ୍ୟ ଆରମ୍ଭ କରିଛନ୍ତି । ଶ୍ରୀଜଗନ୍ନାଥ ସଂସ୍କୃତି ଓ ପରମ୍ପରା ଉପରେ ଏହାର ପ୍ରଭାବ ପଡ଼ିବ । ମନର କଥା ନିକଟରେ ରାଜ୍ୟ ସରକାର ଶ୍ରୀମନ୍ଦିର ପରିଚାଳନାଗତ ବିଭିନ୍ନ ବିଷୟ ନେଇ ସଂସ୍କାର ନିମିତ୍ତ ଏକ ନ୍ୟାୟିକ କମିଶନ ଗଠନ କରିଛନ୍ତି । ଏ ଦିଗରେ ଆୟୋଗ ତାଙ୍କର କାର୍ଯ୍ୟ ଆରମ୍ଭ କରିଛନ୍ତି । ଶ୍ରୀଜଗନ୍ନାଥ ସଂସ୍କୃତି ଓ ପରମ୍ପରା ଉପରେ <box>5 1508 340 1767</box>
temple-address: ୨୦୫, ଶହୀଦ ନଗର, ଭୁବନେଶ୍ୱର, ମୋ: ୯୪୩୭୦୨୨୨୨୩ <box>885 2266 1150 2280</box>
letter-body <box>1165 603 1495 803</box>
article-text: ସଂସ୍ଥା ବା ବ୍ୟକ୍ତିବିଶେଷ ଦ୍ୱାରା ପରିକଳ୍ପନା ଏକ ଉଦ୍ଭଟ ଚିନ୍ତାଧାରା, ଯାହା ପ୍ରତ୍ୟେକ ହିନ୍ଦୁର ଧାର୍ମିକ ଭାବଧାରାକୁ ଆଘାତ କରିଛି । ତେଣୁ ସରକାର ଓ ପ୍ରଶାସନ ଏହି ଉଦ୍ୟମକୁ ପ୍ରତିହତ କରିବା ପାଇଁ ଆଗେଇ ଆସିବା ନିଶ୍ଚିତ ଭାବେ ସ୍ୱାଗତଯୋଗ୍ୟ । କୋର୍ଟଙ୍କ ନିର୍ଦ୍ଦେଶ କ୍ରମେ ସରକାରଙ୍କ ସର୍ବୋଚ୍ଚ ରାଜସ୍ୱ ଅଧିକାରୀ ଓ ବରିଷ୍ଠ ପ୍ରଶାସକମାନେ ଏ ବିଷୟରେ ଅନୁଧ୍ୟାନ ଜାରି ରଖିଛନ୍ତି । ସଂସ୍ଥା ବା ବ୍ୟକ୍ତିବିଶେଷ ଦ୍ୱାରା ପରିକଳ୍ପନା ଏକ ଉଦ୍ଭଟ ଚିନ୍ତାଧାରା, ଯାହା ପ୍ରତ୍ୟେକ ହିନ୍ଦୁର ଧାର୍ମିକ ଭାବଧାରାକୁ ଆଘାତ କରିଛି । ତେଣୁ ସରକାର ଓ ପ୍ରଶାସନ ଏହି ଉଦ୍ୟମକୁ ପ୍ରତିହତ କରିବା ପାଇଁ ଆଗେଇ ଆସିବା ନିଶ୍ଚିତ ଭାବେ ସ୍ୱାଗତଯୋଗ୍ୟ । କୋର୍ଟଙ୍କ ନିର୍ଦ୍ଦେଶ କ୍ରମେ ସରକାରଙ୍କ ସର୍ବୋଚ୍ଚ ରାଜସ୍ୱ ଅଧିକାରୀ ଓ ବରିଷ୍ଠ ପ୍ରଶାସକମାନେ ଏ ବିଷୟରେ ଅନୁଧ୍ୟାନ ଜାରି ରଖିଛନ୍ତି । ସଂସ୍ଥା ବା ବ୍ୟକ୍ତିବିଶେଷ ଦ୍ୱାରା ପରିକଳ୍ପନା ଏକ ଉଦ୍ଭଟ ଚିନ୍ତାଧାରା, ଯାହା ପ୍ରତ୍ୟେକ ହିନ୍ଦୁର ଧାର୍ମିକ ଭାବଧାରାକୁ ଆଘାତ କରିଛି । ତେଣୁ ସରକାର ଓ ପ୍ରଶାସନ ଏହି ଉଦ୍ୟମକୁ ପ୍ରତିହତ କରିବା ପାଇଁ ଆଗେଇ ଆସିବା ନିଶ୍ଚିତ ଭାବେ ସ୍ୱାଗତଯୋଗ୍ୟ । କୋର୍ଟଙ୍କ ନିର୍ଦ୍ଦେଶ କ୍ରମେ ସରକାରଙ୍କ ସର୍ବୋଚ୍ଚ ରାଜସ୍ୱ ଅଧିକାରୀ ଓ ବରିଷ୍ଠ ପ୍ରଶାସକମାନେ ଏ ବିଷୟରେ ଅନୁଧ୍ୟାନ ଜାରି ରଖିଛନ୍ତି । ସଂସ୍ଥା ବା ବ୍ୟକ୍ତିବିଶେଷ ଦ୍ୱାରା ପରିକଳ୍ପନା ଏକ ଉଦ୍ଭଟ ଚିନ୍ତାଧାରା, ଯାହା ପ୍ରତ୍ୟେକ ହିନ୍ଦୁର ଧାର୍ମିକ ଭାବଧାରାକୁ ଆଘାତ କରିଛି । ତେଣୁ ସରକାର ଓ ପ୍ରଶାସନ ଏହି ଉଦ୍ୟମକୁ ପ୍ରତିହତ କରିବା ପାଇଁ ଆଗେଇ ଆସିବା ନିଶ୍ଚିତ ଭାବେ ସ୍ୱାଗତଯୋଗ୍ୟ । କୋର୍ଟଙ୍କ ନିର୍ଦ୍ଦେଶ କ୍ରମେ ସରକାରଙ୍କ ସର୍ବୋଚ୍ଚ ରାଜସ୍ୱ ଅଧିକାରୀ ଓ ବରିଷ୍ଠ ପ୍ରଶାସକମାନେ ଏ ବିଷୟରେ ଅନୁଧ୍ୟାନ ଜାରି ରଖିଛନ୍ତି । ସଂସ୍ଥା ବା ବ୍ୟକ୍ତିବିଶେଷ ଦ୍ୱାରା ପରିକଳ୍ପନା ଏକ ଉଦ୍ଭଟ ଚିନ୍ତାଧାରା, ଯାହା ପ୍ରତ୍ୟେକ ହିନ୍ଦୁର ଧାର୍ମିକ ଭାବଧାରାକୁ ଆଘାତ କରିଛି । ତେଣୁ ସରକାର ଓ ପ୍ରଶାସନ ଏହି ଉଦ୍ୟମକୁ ପ୍ରତିହତ କରିବା ପାଇଁ ଆଗେଇ ଆସିବା ନିଶ୍ଚିତ ଭାବେ ସ୍ୱାଗତଯୋଗ୍ୟ । କୋର୍ଟଙ୍କ ନିର୍ଦ୍ଦେଶ କ୍ରମେ ସରକାରଙ୍କ ସର୍ବୋଚ୍ଚ ରାଜସ୍ୱ ଅଧିକାରୀ ଓ ବରିଷ୍ଠ ପ୍ରଶାସକମାନେ ଏ ବିଷୟରେ ଅନୁଧ୍ୟାନ ଜାରି ରଖିଛନ୍ତି । ସଂସ୍ଥା ବା ବ୍ୟକ୍ତିବିଶେଷ ଦ୍ୱାରା ପରିକଳ୍ପନା ଏକ ଉଦ୍ଭଟ ଚିନ୍ତାଧାରା, ଯାହା ପ୍ରତ୍ୟେକ ହିନ୍ଦୁର ଧାର୍ମିକ ଭାବଧାରାକୁ ଆଘାତ କରିଛି । ତେଣୁ ସରକାର ଓ ପ୍ରଶାସନ ଏହି ଉଦ୍ୟମକୁ ପ୍ରତିହତ କରିବା ପାଇଁ ଆଗେଇ ଆସିବା ନିଶ୍ଚିତ ଭାବେ ସ୍ୱାଗତଯୋଗ୍ୟ । କୋର୍ଟଙ୍କ ନିର୍ଦ୍ଦେଶ କ୍ରମେ ସରକାରଙ୍କ ସର୍ବୋଚ୍ଚ ରାଜସ୍ୱ ଅଧିକାରୀ ଓ ବରିଷ୍ଠ ପ୍ରଶାସକମାନେ ଏ ବିଷୟରେ ଅନୁଧ୍ୟାନ ଜାରି ରଖିଛନ୍ତି । ସଂସ୍ଥା ବା ବ୍ୟକ୍ତିବିଶେଷ ଦ୍ୱାରା ପରିକଳ୍ପନା ଏକ ଉଦ୍ଭଟ ଚିନ୍ତାଧାରା, ଯାହା ପ୍ରତ୍ୟେକ ହିନ୍ଦୁର ଧାର୍ମିକ ଭାବଧାରାକୁ ଆଘାତ କରିଛି । ତେଣୁ ସରକାର ଓ ପ୍ରଶାସନ ଏହି ଉଦ୍ୟମକୁ ପ୍ରତିହତ କରିବା ପାଇଁ ଆଗେଇ ଆସିବା ନିଶ୍ଚିତ ଭାବେ ସ୍ୱାଗତଯୋଗ୍ୟ । କୋର୍ଟଙ୍କ ନିର୍ଦ୍ଦେଶ କ୍ରମେ ସରକାରଙ୍କ ସର୍ବୋଚ୍ଚ ରାଜସ୍ୱ ଅଧିକାରୀ ଓ ବରିଷ୍ଠ <box>355 1969 1145 2246</box>
magenta-dot <box>728 2318 743 2333</box>
grid-row: 8D70AE5932B4C16 <box>1323 2226 1488 2236</box>
article-text: ଶାସନିକ ଅନୁକମ୍ପାରେ ଚାଲିଛି ଜିଲା । ଏଠି ଦୁର୍ନୀତିକୁ ଅନୁକମ୍ପା ଦେଖାଯାଉଛି । ପ୍ରଶାସନିକ ସ୍ତରରେ ଏଭଳି ଅନୁକମ୍ପାକୁ ନେଇ ସାଧାରଣରେ ଅସନ୍ତୋଷ ଦେଖାଦେଇଛି । ଜିଲା ବିଭାଗ ଅଧିକାରୀମାନେ ଏ ଦିଗରେ ଉଦାସୀନ ରହିଛନ୍ତି । ଏଠି କାର୍ଯ୍ୟରତ ସବୁ ବିଭାଗ ପ୍ରଶାସନିକ ଅନୁକମ୍ପାକୁ ନେଇ ଚାଲିଛି । କାରଣ ଏଠି ଜିଲା ମୁଖିଆ ଦୟାବାନ୍ ଓ କ୍ଷମାଶୀଳ । ଏଣୁ କିଏ କାହିଁକି ବା ଭୟ କରିବ ? ଶାସନିକ ଅନୁକମ୍ପାରେ ଚାଲିଛି ଜିଲା । ଏଠି ଦୁର୍ନୀତିକୁ ଅନୁକମ୍ପା ଦେଖାଯାଉଛି । ପ୍ରଶାସନିକ ସ୍ତରରେ ଏଭଳି ଅନୁକମ୍ପାକୁ ନେଇ ସାଧାରଣରେ ଅସନ୍ତୋଷ ଦେଖାଦେଇଛି । ଜିଲା ବିଭାଗ ଅଧିକାରୀମାନେ ଏ ଦିଗରେ ଉଦାସୀନ ରହିଛନ୍ତି । ଏଠି କାର୍ଯ୍ୟରତ ସବୁ ବିଭାଗ ପ୍ରଶାସନିକ ଅନୁକମ୍ପାକୁ ନେଇ ଚାଲିଛି । କାରଣ ଏଠି ଜିଲା ମୁଖିଆ ଦୟାବାନ୍ ଓ କ୍ଷମାଶୀଳ । ଏଣୁ କିଏ କାହିଁକି ବା ଭୟ କରିବ ? ଶାସନିକ ଅନୁକମ୍ପାରେ ଚାଲିଛି ଜିଲା । ଏଠି ଦୁର୍ନୀତିକୁ ଅନୁକମ୍ପା ଦେଖାଯାଉଛି । ପ୍ରଶାସନିକ ସ୍ତରରେ ଏଭଳି ଅନୁକମ୍ପାକୁ ନେଇ ସାଧାରଣରେ ଅସନ୍ତୋଷ ଦେଖାଦେଇଛି । ଜିଲା ବିଭାଗ ଅଧିକାରୀମାନେ ଏ ଦିଗରେ ଉଦାସୀନ ରହିଛନ୍ତି । ଏଠି କାର୍ଯ୍ୟରତ ସବୁ ବିଭାଗ ପ୍ରଶାସନିକ ଅନୁକମ୍ପାକୁ ନେଇ ଚାଲିଛି । କାରଣ ଏଠି ଜିଲା ମୁଖିଆ ଦୟାବାନ୍ ଓ କ୍ଷମାଶୀଳ । ଏଣୁ କିଏ କାହିଁକି ବା ଭୟ କରିବ ? ଶାସନିକ ଅନୁକମ୍ପାରେ ଚାଲିଛି ଜିଲା । ଏଠି ଦୁର୍ନୀତିକୁ ଅନୁକମ୍ପା ଦେଖାଯାଉଛି <box>5 403 335 697</box>
article-text: ଚିଲିକାରେ ମାଛ ଚୋରା ଚାଲାଣ ଓ ଅବୈଧ ଘେରି ଯୋଗୁ ମତ୍ସ୍ୟଜୀବୀମାନେ ବହୁ ସମସ୍ୟାର ସମ୍ମୁଖୀନ ହେଉଛନ୍ତି । ମାଫିଆମାନଙ୍କ ଦୌରାତ୍ମ୍ୟ ବଢ଼ିଚାଲିଛି ଏବଂ ପ୍ରଶାସନ ନୀରବ ଦର୍ଶକ ସାଜିଛି । ଏଥିପ୍ରତି ସରକାର ତୁରନ୍ତ ଦୃଷ୍ଟି ଦେବା ଆବଶ୍ୟକ । ଚିଲିକାରେ ମାଛ ଚୋରା ଚାଲାଣ ଓ ଅବୈଧ ଘେରି ଯୋଗୁ ମତ୍ସ୍ୟଜୀବୀମାନେ ବହୁ ସମସ୍ୟାର ସମ୍ମୁଖୀନ ହେଉଛନ୍ତି । ମାଫିଆମାନଙ୍କ ଦୌରାତ୍ମ୍ୟ ବଢ଼ିଚାଲିଛି ଏବଂ ପ୍ରଶାସନ ନୀରବ ଦର୍ଶକ ସାଜିଛି । ଏଥିପ୍ରତି ସରକାର ତୁରନ୍ତ ଦୃଷ୍ଟି ଦେବା ଆବଶ୍ୟକ । ଚିଲିକାରେ ମାଛ ଚୋରା ଚାଲାଣ ଓ ଅବୈଧ ଘେରି ଯୋଗୁ ମତ୍ସ୍ୟଜୀବୀମାନେ ବହୁ ସମସ୍ୟାର ସମ୍ମୁଖୀନ ହେଉଛନ୍ତି । ମାଫିଆମାନଙ୍କ ଦୌରାତ୍ମ୍ୟ ବଢ଼ିଚାଲିଛି ଏବଂ ପ୍ରଶାସନ ନୀରବ ଦର୍ଶକ ସାଜିଛି । ଏଥିପ୍ରତି ସରକାର ତୁରନ୍ତ ଦୃଷ୍ଟି ଦେବା ଆବଶ୍ୟକ । ଚିଲିକାରେ ମାଛ ଚୋରା ଚାଲାଣ ଓ ଅବୈଧ ଘେରି ଯୋଗୁ ମତ୍ସ୍ୟଜୀବୀମାନେ ବହୁ ସମସ୍ୟାର ସମ୍ମୁଖୀନ ହେଉଛନ୍ତି । ମାଫିଆମାନଙ୍କ ଦୌରାତ୍ମ୍ୟ ବଢ଼ିଚାଲିଛି ଏବଂ ପ୍ରଶାସନ ନୀରବ ଦର୍ଶକ ସାଜିଛି । ଏଥିପ୍ରତି ସରକାର ତୁରନ୍ତ ଦୃଷ୍ଟି ଦେବା ଆବଶ୍ୟକ । ଚିଲିକାରେ ମାଛ ଚୋରା ଚାଲାଣ ଓ ଅବୈଧ ଘେରି ଯୋଗୁ ମତ୍ସ୍ୟଜୀବୀମାନେ ବହୁ ସମସ୍ୟାର ସମ୍ମୁଖୀନ ହେଉଛନ୍ତି । ମାଫିଆମାନଙ୍କ ଦୌରାତ୍ମ୍ୟ ବଢ଼ିଚାଲିଛି ଏବଂ ପ୍ରଶାସନ ନୀରବ ଦର୍ଶକ ସାଜିଛି । ଏଥିପ୍ରତି <box>1165 881 1495 1158</box>
quote-box <box>355 5 1145 67</box>
poem-author: –କାଳିନ୍ଦୀ ଚରଣ ପାଣିଗ୍ରାହୀ <box>164 169 291 184</box>
address-line: ପାଠକ ଶ୍ରେଷ୍ଠ ବିଚାରକ ସ୍ତମ୍ଭକୁ ପତ୍ର ପଠାଇବାର ଠିକଣା <box>1198 1208 1465 1222</box>
grid-row[interactable]: .35..1..E.2.B.C <box>1189 1910 1490 1925</box>
grid-row[interactable]: A..E....3.8.... <box>1189 1826 1490 1841</box>
grid-row[interactable]: D4.A.3..C8...5. <box>1189 1931 1490 1946</box>
letter2-byline: ଅଜୟ କୁମାର ସାମନ୍ତରାୟ, ପାରିକୁଦ, ବାଲୁଗାଁ, ଖୋର୍ଦ୍ଧା <box>1260 1172 1495 1185</box>
article-text: ସଂସ୍ଥା ବା ବ୍ୟକ୍ତିବିଶେଷ ଦ୍ୱାରା ପରିକଳ୍ପନା ଏକ ଉଦ୍ଭଟ ଚିନ୍ତାଧାରା, ଯାହା ପ୍ରତ୍ୟେକ ହିନ୍ଦୁର ଧାର୍ମିକ ଭାବଧାରାକୁ ଆଘାତ କରିଛି । ତେଣୁ ସରକାର ଓ ପ୍ରଶାସନ ଏହି ଉଦ୍ୟମକୁ ପ୍ରତିହତ କରିବା ପାଇଁ ଆଗେଇ ଆସିବା ନିଶ୍ଚିତ ଭାବେ ସ୍ୱାଗତଯୋଗ୍ୟ । କୋର୍ଟଙ୍କ ନିର୍ଦ୍ଦେଶ କ୍ରମେ ସରକାରଙ୍କ ସର୍ବୋଚ୍ଚ ରାଜସ୍ୱ ଅଧିକାରୀ ଓ ବରିଷ୍ଠ ପ୍ରଶାସକମାନେ ଏ ବିଷୟରେ ଅନୁଧ୍ୟାନ ଜାରି ରଖିଛନ୍ତି । ସଂସ୍ଥା ବା ବ୍ୟକ୍ତିବିଶେଷ ଦ୍ୱାରା ପରିକଳ୍ପନା ଏକ ଉଦ୍ଭଟ ଚିନ୍ତାଧାରା, ଯାହା ପ୍ରତ୍ୟେକ ହିନ୍ଦୁର ଧାର୍ମିକ ଭାବଧାରାକୁ ଆଘାତ କରିଛି । ତେଣୁ ସରକାର ଓ ପ୍ରଶାସନ ଏହି ଉଦ୍ୟମକୁ ପ୍ରତିହତ କରିବା ପାଇଁ ଆଗେଇ ଆସିବା ନିଶ୍ଚିତ ଭାବେ ସ୍ୱାଗତଯୋଗ୍ୟ । କୋର୍ଟଙ୍କ ନିର୍ଦ୍ଦେଶ କ୍ରମେ ସରକାରଙ୍କ ସର୍ବୋଚ୍ଚ ରାଜସ୍ୱ ଅଧିକାରୀ ଓ ବରିଷ୍ଠ ପ୍ରଶାସକମାନେ ଏ ବିଷୟରେ ଅନୁଧ୍ୟାନ ଜାରି ରଖିଛନ୍ତି । ସଂସ୍ଥା ବା ବ୍ୟକ୍ତିବିଶେଷ ଦ୍ୱାରା ପରିକଳ୍ପନା ଏକ ଉଦ୍ଭଟ ଚିନ୍ତାଧାରା, ଯାହା ପ୍ରତ୍ୟେକ ହିନ୍ଦୁର ଧାର୍ମିକ ଭାବଧାରାକୁ ଆଘାତ କରିଛି । ତେଣୁ ସରକାର ଓ ପ୍ରଶାସନ ଏହି ଉଦ୍ୟମକୁ ପ୍ରତିହତ କରିବା ପାଇଁ ଆଗେଇ ଆସିବା ନିଶ୍ଚିତ ଭାବେ ସ୍ୱାଗତଯୋଗ୍ୟ । କୋର୍ଟଙ୍କ ନିର୍ଦ୍ଦେଶ କ୍ରମେ ସରକାରଙ୍କ ସର୍ବୋଚ୍ଚ ରାଜସ୍ୱ ଅଧିକାରୀ ଓ ବରିଷ୍ଠ ପ୍ରଶାସକମାନେ ଏ ବିଷୟରେ ଅନୁଧ୍ୟାନ ଜାରି ରଖିଛନ୍ତି । ସଂସ୍ଥା ବା ବ୍ୟକ୍ତିବିଶେଷ ଦ୍ୱାରା ପରିକଳ୍ପନା ଏକ ଉଦ୍ଭଟ ଚିନ୍ତାଧାରା, ଯାହା ପ୍ରତ୍ୟେକ ହିନ୍ଦୁର ଧାର୍ମିକ ଭାବଧାରାକୁ ଆଘାତ କରିଛି । ତେଣୁ ସରକାର ଓ ପ୍ରଶାସନ ଏହି ଉଦ୍ୟମକୁ ପ୍ରତିହତ କରିବା ପାଇଁ ଆଗେଇ ଆସିବା ନିଶ୍ଚିତ ଭାବେ ସ୍ୱାଗତଯୋଗ୍ୟ । କୋର୍ଟଙ୍କ ନିର୍ଦ୍ଦେଶ କ୍ରମେ ସରକାରଙ୍କ ସର୍ବୋଚ୍ଚ ରାଜସ୍ୱ ଅଧିକାରୀ ଓ ବରିଷ୍ଠ ପ୍ରଶାସକମାନେ ଏ ବିଷୟରେ ଅନୁଧ୍ୟାନ ଜାରି ରଖିଛନ୍ତି । ସଂସ୍ଥା ବା ବ୍ୟକ୍ତିବିଶେଷ ଦ୍ୱାରା ପରିକଳ୍ପନା ଏକ ଉଦ୍ଭଟ ଚିନ୍ତାଧାରା, ଯାହା ପ୍ରତ୍ୟେକ ହିନ୍ଦୁର ଧାର୍ମିକ ଭାବଧାରାକୁ ଆଘାତ କରିଛି । ତେଣୁ ସରକାର ଓ ପ୍ରଶାସନ ଏହି ଉଦ୍ୟମକୁ ପ୍ରତିହତ କରିବା ପାଇଁ ଆଗେଇ ଆସିବା ନିଶ୍ଚିତ ଭାବେ ସ୍ୱାଗତଯୋଗ୍ୟ । କୋର୍ଟଙ୍କ ନିର୍ଦ୍ଦେଶ କ୍ରମେ ସରକାରଙ୍କ ସର୍ବୋଚ୍ଚ ରାଜସ୍ୱ ଅଧିକାରୀ ଓ ବରିଷ୍ଠ ପ୍ରଶାସକମାନେ ଏ ବିଷୟରେ ଅନୁଧ୍ୟାନ ଜାରି ରଖିଛନ୍ତି । ସଂସ୍ଥା ବା ବ୍ୟକ୍ତିବିଶେଷ ଦ୍ୱାରା ପରିକଳ୍ପନା ଏକ ଉଦ୍ଭଟ <box>355 1611 1145 1818</box>
article-text: ଦୀପାବଳି ରାତିରେ ମଧ୍ୟପ୍ରଦେଶର ଭୋପାଳ କେନ୍ଦ୍ରୀୟ ଜେଲରୁ ସିମି ସଦସ୍ୟଙ୍କ ଫେରାର ଘଟଣା ପରେ ପୁଲିସ ଏନ୍‌କାଉଣ୍ଟରରେ ସେମାନଙ୍କ ହତ୍ୟା କରାଯାଇଛି । ଏହି ଘଟଣାକୁ ନେଇ ଦେଶର ରାଜନୀତିରେ ତୀବ୍ର ପ୍ରତିକ୍ରିୟା ସୃଷ୍ଟି ହୋଇଛି । ନିରାପତ୍ତା ବ୍ୟବସ୍ଥାରେ ଏତେ ବଡ଼ ତ୍ରୁଟି କିପରି ରହିଲା ତାହା ଏବେ ପ୍ରଶ୍ନବାଚୀ । ବିରୋଧୀ ଦଳ ଏନ୍‌କାଉଣ୍ଟରର ସତ୍ୟତା ଉପରେ ସନ୍ଦେହ ପ୍ରକାଶ କରି ନ୍ୟାୟିକ ତଦନ୍ତ ଦାବି କରିଛନ୍ତି । ଆଇନର ଶାସନ ଗଣତନ୍ତ୍ରର ମୂଳଭିତ୍ତି ଏବଂ ପୁଲିସର ସ୍ୱେଚ୍ଛାଚାର ଏହାକୁ ଦୁର୍ବଳ କରେ । ଦୀପାବଳି ରାତିରେ ମଧ୍ୟପ୍ରଦେଶର ଭୋପାଳ କେନ୍ଦ୍ରୀୟ ଜେଲରୁ ସିମି ସଦସ୍ୟଙ୍କ ଫେରାର ଘଟଣା ପରେ ପୁଲିସ ଏନ୍‌କାଉଣ୍ଟରରେ ସେମାନଙ୍କ ହତ୍ୟା କରାଯାଇଛି । ଏହି ଘଟଣାକୁ ନେଇ ଦେଶର ରାଜନୀତିରେ ତୀବ୍ର ପ୍ରତିକ୍ରିୟା ସୃଷ୍ଟି ହୋଇଛି । ନିରାପତ୍ତା ବ୍ୟବସ୍ଥାରେ ଏତେ ବଡ଼ ତ୍ରୁଟି କିପରି ରହିଲା ତାହା ଏବେ ପ୍ରଶ୍ନବାଚୀ । ବିରୋଧୀ ଦଳ ଏନ୍‌କାଉଣ୍ଟରର ସତ୍ୟତା ଉପରେ ସନ୍ଦେହ ପ୍ରକାଶ କରି ନ୍ୟାୟିକ ତଦନ୍ତ ଦାବି କରିଛନ୍ତି । ଆଇନର ଶାସନ ଗଣତନ୍ତ୍ରର ମୂଳଭିତ୍ତି ଏବଂ ପୁଲିସର ସ୍ୱେଚ୍ଛାଚାର ଏହାକୁ ଦୁର୍ବଳ କରେ । ଦୀପାବଳି ରାତିରେ ମଧ୍ୟପ୍ରଦେଶର ଭୋପାଳ କେନ୍ଦ୍ରୀୟ ଜେଲରୁ ସିମି ସଦସ୍ୟଙ୍କ ଫେରାର ଘଟଣା ପରେ ପୁଲିସ ଏନ୍‌କାଉଣ୍ଟରରେ ସେମାନଙ୍କ ହତ୍ୟା କରାଯାଇଛି । ଏହି ଘଟଣାକୁ ନେଇ ଦେଶର ରାଜନୀତିରେ ତୀବ୍ର ପ୍ରତିକ୍ରିୟା ସୃଷ୍ଟି ହୋଇଛି । ନିରାପତ୍ତା ବ୍ୟବସ୍ଥାରେ ଏତେ ବଡ଼ ତ୍ରୁଟି କିପରି ରହିଲା ତାହା ଏବେ ପ୍ରଶ୍ନବାଚୀ । ବିରୋଧୀ ଦଳ ଏନ୍‌କାଉଣ୍ଟରର ସତ୍ୟତା ଉପରେ ସନ୍ଦେହ ପ୍ରକାଶ କରି ନ୍ୟାୟିକ ତଦନ୍ତ ଦାବି କରିଛନ୍ତି । ଆଇନର ଶାସନ ଗଣତନ୍ତ୍ରର ମୂଳଭିତ୍ତି ଏବଂ ପୁଲିସର ସ୍ୱେଚ୍ଛାଚାର ଏହାକୁ ଦୁର୍ବଳ କରେ । ଦୀପାବଳି ରାତିରେ ମଧ୍ୟପ୍ରଦେଶର ଭୋପାଳ କେନ୍ଦ୍ରୀୟ ଜେଲରୁ ସିମି ସଦସ୍ୟଙ୍କ ଫେରାର ଘଟଣା ପରେ ପୁଲିସ ଏନ୍‌କାଉଣ୍ଟରରେ ସେମାନଙ୍କ ହତ୍ୟା କରାଯାଇଛି । ଏହି ଘଟଣାକୁ ନେଇ ଦେଶର ରାଜନୀତିରେ ତୀବ୍ର ପ୍ରତିକ୍ରିୟା ସୃଷ୍ଟି ହୋଇଛି । ନିରାପତ୍ତା ବ୍ୟବସ୍ଥାରେ ଏତେ ବଡ଼ ତ୍ରୁଟି କିପରି ରହିଲା ତାହା ଏବେ ପ୍ରଶ୍ନବାଚୀ । ବିରୋଧୀ ଦଳ ଏନ୍‌କାଉଣ୍ଟରର ସତ୍ୟତା ଉପରେ ସନ୍ଦେହ ପ୍ରକାଶ କରି ନ୍ୟାୟିକ ତଦନ୍ତ ଦାବି କରିଛନ୍ତି । ଆଇନର ଶାସନ ଗଣତନ୍ତ୍ରର ମୂଳଭିତ୍ତି ଏବଂ ପୁଲିସର ସ୍ୱେଚ୍ଛାଚାର ଏହାକୁ ଦୁର୍ବଳ କରେ । ଦୀପାବଳି ରାତିରେ ମଧ୍ୟପ୍ରଦେଶର ଭୋପାଳ କେନ୍ଦ୍ରୀୟ ଜେଲରୁ ସିମି ସଦସ୍ୟଙ୍କ ଫେରାର ଘଟଣା ପରେ ପୁଲିସ ଏନ୍‌କାଉଣ୍ଟରରେ ସେମାନଙ୍କ ହତ୍ୟା କରାଯାଇଛି । ଏହି ଘଟଣାକୁ ନେଇ ଦେଶର ରାଜନୀତିରେ ତୀବ୍ର ପ୍ରତିକ୍ରିୟା ସୃଷ୍ଟି ହୋଇଛି । ନିରାପତ୍ତା ବ୍ୟବସ୍ଥାରେ ଏତେ ବଡ଼ ତ୍ରୁଟି କିପରି ରହିଲା ତାହା ଏବେ ପ୍ରଶ୍ନବାଚୀ । ବିରୋଧୀ ଦଳ ଏନ୍‌କାଉଣ୍ଟରର ସତ୍ୟତା ଉପରେ ସନ୍ଦେହ ପ୍ରକାଶ କରି ନ୍ୟାୟିକ ତଦନ୍ତ ଦାବି କରିଛନ୍ତି । ଆଇନର ଶାସନ ଗଣତନ୍ତ୍ରର ମୂଳଭିତ୍ତି ଏବଂ ପୁଲିସର ସ୍ୱେଚ୍ଛାଚାର ଏହାକୁ ଦୁର୍ବଳ କରେ । ଦୀପାବଳି ରାତିରେ ମଧ୍ୟପ୍ରଦେଶର ଭୋପାଳ କେନ୍ଦ୍ରୀୟ ଜେଲରୁ ସିମି ସଦସ୍ୟଙ୍କ ଫେରାର ଘଟଣା ପରେ ପୁଲିସ ଏନ୍‌କାଉଣ୍ଟରରେ ସେମାନଙ୍କ ହତ୍ୟା କରାଯାଇଛି । ଏହି ଘଟଣାକୁ ନେଇ ଦେଶର ରାଜନୀତିରେ ତୀବ୍ର ପ୍ରତିକ୍ରିୟା ସୃଷ୍ଟି ହୋଇଛି । ନିରାପତ୍ତା ବ୍ୟବସ୍ଥାରେ ଏତେ ବଡ଼ ତ୍ରୁଟି କିପରି ରହିଲା ତାହା ଏବେ ପ୍ରଶ୍ନବାଚୀ । ବିରୋଧୀ ଦଳ ଏନ୍‌କାଉଣ୍ଟରର ସତ୍ୟତା ଉପରେ ସନ୍ଦେହ ପ୍ରକାଶ କରି ନ୍ୟାୟିକ ତଦନ୍ତ ଦାବି କରିଛନ୍ତି । ଆଇନର ଶାସନ ଗଣତନ୍ତ୍ରର ମୂଳଭିତ୍ତି ଏବଂ ପୁଲିସର ସ୍ୱେଚ୍ଛାଚାର ଏହାକୁ ଦୁର୍ବଳ କରେ । ଦୀପାବଳି ରାତିରେ ମଧ୍ୟପ୍ରଦେଶର ଭୋପାଳ କେନ୍ଦ୍ରୀୟ ଜେଲରୁ ସିମି ସଦସ୍ୟଙ୍କ ଫେରାର ଘଟଣା ପରେ ପୁଲିସ ଏନ୍‌କାଉଣ୍ଟରରେ ସେମାନଙ୍କ ହତ୍ୟା କରାଯାଇଛି । ଏହି ଘଟଣାକୁ ନେଇ ଦେଶର ରାଜନୀତିରେ ତୀବ୍ର ପ୍ରତିକ୍ରିୟା ସୃଷ୍ଟି ହୋଇଛି । ନିରାପତ୍ତା ବ୍ୟବସ୍ଥାରେ ଏତେ ବଡ଼ ତ୍ରୁଟି କିପରି ରହିଲା ତାହା ଏବେ ପ୍ରଶ୍ନବାଚୀ । ବିରୋଧୀ ଦଳ ଏନ୍‌କାଉଣ୍ଟରର ସତ୍ୟତା ଉପରେ ସନ୍ଦେହ ପ୍ରକାଶ କରି ନ୍ୟାୟିକ ତଦନ୍ତ ଦାବି କରିଛନ୍ତି । ଆଇନର ଶାସନ ଗଣତନ୍ତ୍ରର ମୂଳଭିତ୍ତି ଏବଂ ପୁଲିସର ସ୍ୱେଚ୍ଛାଚାର ଏହାକୁ ଦୁର୍ବଳ କରେ । ଦୀପାବଳି ରାତିରେ ମଧ୍ୟପ୍ରଦେଶର ଭୋପାଳ କେନ୍ଦ୍ରୀୟ ଜେଲରୁ ସିମି ସଦସ୍ୟଙ୍କ ଫେରାର ଘଟଣା ପରେ ପୁଲିସ ଏନ୍‌କାଉଣ୍ଟରରେ ସେମାନଙ୍କ ହତ୍ୟା କରାଯାଇଛି । ଏହି ଘଟଣାକୁ ନେଇ ଦେଶର ରାଜନୀତିରେ ତୀବ୍ର ପ୍ରତିକ୍ରିୟା ସୃଷ୍ଟି ହୋଇଛି । ନିରାପତ୍ତା ବ୍ୟବସ୍ଥାରେ ଏତେ ବଡ଼ ତ୍ରୁଟି କିପରି ରହିଲା ତାହା ଏବେ ପ୍ରଶ୍ନବାଚୀ । ବିରୋଧୀ ଦଳ ଏନ୍‌କାଉଣ୍ଟରର ସତ୍ୟତା ଉପରେ ସନ୍ଦେହ ପ୍ରକାଶ କରି ନ୍ୟାୟିକ ତଦନ୍ତ ଦାବି କରିଛନ୍ତି । ଆଇନର ଶାସନ ଗଣତନ୍ତ୍ରର ମୂଳଭିତ୍ତି ଏବଂ ପୁଲିସର ସ୍ୱେଚ୍ଛାଚାର ଏହାକୁ ଦୁର୍ବଳ କରେ । ଦୀପାବଳି ରାତିରେ ମଧ୍ୟପ୍ରଦେଶର ଭୋପାଳ କେନ୍ଦ୍ରୀୟ ଜେଲରୁ ସିମି ସଦସ୍ୟଙ୍କ ଫେରାର ଘଟଣା ପରେ ପୁଲିସ ଏନ୍‌କାଉଣ୍ଟରରେ ସେମାନଙ୍କ ହତ୍ୟା କରାଯାଇଛି । ଏହି ଘଟଣାକୁ ନେଇ ଦେଶର ରାଜନୀତିରେ ତୀବ୍ର ପ୍ରତିକ୍ରିୟା ସୃଷ୍ଟି ହୋଇଛି । ନିରାପତ୍ତା ବ୍ୟବସ୍ଥାରେ ଏତେ ବଡ଼ ତ୍ରୁଟି କିପରି ରହିଲା ତାହା ଏବେ ପ୍ରଶ୍ନବାଚୀ । ବିରୋଧୀ ଦଳ ଏନ୍‌କାଉଣ୍ଟରର ସତ୍ୟତା ଉପରେ ସନ୍ଦେହ ପ୍ରକାଶ କରି ନ୍ୟାୟିକ ତଦନ୍ତ ଦାବି କରିଛନ୍ତି । ଆଇନର ଶାସନ ଗଣତନ୍ତ୍ରର ମୂଳଭିତ୍ତି ଏବଂ ପୁଲିସର ସ୍ୱେଚ୍ଛାଚାର ଏହାକୁ ଦୁର୍ବଳ କରେ । ଦୀପାବଳି ରାତିରେ ମଧ୍ୟପ୍ରଦେଶର ଭୋପାଳ କେନ୍ଦ୍ରୀୟ ଜେଲରୁ ସିମି ସଦସ୍ୟଙ୍କ ଫେରାର ଘଟଣା ପରେ ପୁଲିସ ଏନ୍‌କାଉଣ୍ଟରରେ ସେମାନଙ୍କ ହତ୍ୟା କରାଯାଇଛି । ଏହି ଘଟଣାକୁ ନେଇ ଦେଶର ରାଜନୀତିରେ ତୀବ୍ର ପ୍ରତିକ୍ରିୟା ସୃଷ୍ଟି ହୋଇଛି । ନିରାପତ୍ତା ବ୍ୟବସ୍ଥାରେ ଏତେ ବଡ଼ ତ୍ରୁଟି କିପରି ରହିଲା ତାହା ଏବେ ପ୍ରଶ୍ନବାଚୀ । ବିରୋଧୀ ଦଳ ଏନ୍‌କାଉଣ୍ଟରର ସତ୍ୟତା ଉପରେ ସନ୍ଦେହ ପ୍ରକାଶ କରି ନ୍ୟାୟିକ ତଦନ୍ତ ଦାବି କରିଛନ୍ତି । ଆଇନର ଶାସନ ଗଣତନ୍ତ୍ରର ମୂଳଭିତ୍ତି ଏବଂ ପୁଲିସର ସ୍ୱେଚ୍ଛାଚାର ଏହାକୁ ଦୁର୍ବଳ କରେ । ଦୀପାବଳି ରାତିରେ ମଧ୍ୟପ୍ରଦେଶର ଭୋପାଳ କେନ୍ଦ୍ରୀୟ ଜେଲରୁ ସିମି <box>355 203 1145 760</box>
storm-address: କୋଟିତୀର୍ଥ, ଭୁବନେଶ୍ୱର, ମୋ: ୯୨୩୮୩୦୫୭୧୩ <box>924 1446 1150 1460</box>
grid-row: B2A9ED03541C687 <box>1323 2118 1488 2128</box>
bracket-left <box>1178 1463 1192 1525</box>
editorial-headline: ସ୍ୱେଚ୍ଛାଚାରର ସୂଚନା <box>518 107 982 172</box>
letters-banner <box>1168 503 1495 555</box>
temple-body-band-right <box>990 1840 1145 1962</box>
address-line: କେବଳ ବିଜ୍ଞାପନ ପାଇଁ ବ୍ୟବହାର କରନ୍ତୁ <box>1243 1325 1420 1339</box>
grid-row: C7D304A5E62B198 <box>1323 2190 1488 2200</box>
sudoku-header: su|do|ku ସୁ–ଡୋ–କୁ <box>1174 1657 1493 1707</box>
temple-left-column <box>5 1507 340 2295</box>
storm-author: ଇଂ. ହାଡ଼ିବନ୍ଧୁ ଖଣ୍ଡୁଆଳ <box>742 1132 987 1192</box>
grid-row: 01C5436279E8ABD <box>1323 2106 1488 2116</box>
grid-row: E501D9C6283A74B <box>1323 2250 1488 2260</box>
poem-line: ଲୋଡ଼େ ଯେବେ ଭାରୁ ମନ, <box>29 86 150 101</box>
archive-banner <box>1168 1425 1495 1530</box>
storm-body-left <box>5 792 340 1490</box>
address-box <box>1168 1200 1495 1410</box>
storm-body-band-right <box>995 1100 1145 1224</box>
storm-body <box>355 910 1145 1095</box>
drop-cap: ଭା <box>1165 95 1210 140</box>
letter2-body <box>1165 880 1495 1168</box>
grid-row[interactable]: ...25.........9 <box>1189 1973 1490 1988</box>
lotus-emblem-icon: ✿ <box>1093 16 1133 56</box>
temple-author: ହୃଦୟ ବଲ୍ଲଭ ଦାସ <box>741 1872 981 1930</box>
editorial-body <box>355 202 1145 762</box>
bracket-right <box>1471 1463 1485 1525</box>
drop-cap: ପ୍ର <box>5 402 72 447</box>
envelope-pen-icon: ✉ <box>1175 511 1201 547</box>
storm-body-band-left <box>355 1100 640 1224</box>
grid-row: A498621B05C7DE3 <box>1323 2202 1488 2212</box>
storm-body-lower <box>355 1230 1145 1440</box>
zila-headline: ପ୍ରଶାସନିକ ଅନୁକମ୍ପା <box>42 355 298 389</box>
zila-diary-box <box>5 240 335 347</box>
quote-paper: ଧରିତ୍ରୀ <box>752 38 787 51</box>
page-bottom-rule <box>0 2302 1490 2306</box>
temple-body <box>355 1610 1145 1835</box>
magenta-dot <box>286 2318 301 2333</box>
address-line: advertisements, commercial queries) <box>1224 1383 1439 1398</box>
color-registration-marks <box>710 2318 779 2333</box>
archive-logo: ଧରିତ୍ରୀ <box>1176 1425 1245 1450</box>
article-text: ସଂସ୍ଥା ବା ବ୍ୟକ୍ତିବିଶେଷ ଦ୍ୱାରା ପରିକଳ୍ପନା ଏକ ଉଦ୍ଭଟ ଚିନ୍ତାଧାରା, ଯାହା ପ୍ରତ୍ୟେକ ହିନ୍ଦୁର ଧାର୍ମିକ ଭାବଧାରାକୁ ଆଘାତ କରିଛି । ତେଣୁ ସରକାର ଓ ପ୍ରଶାସନ ଏହି ଉଦ୍ୟମକୁ ପ୍ରତିହତ କରିବା ପାଇଁ ଆଗେଇ ଆସିବା ନିଶ୍ଚିତ ଭାବେ ସ୍ୱାଗତଯୋଗ୍ୟ । କୋର୍ଟଙ୍କ ନିର୍ଦ୍ଦେଶ କ୍ରମେ ସରକାରଙ୍କ ସର୍ବୋଚ୍ଚ ରାଜସ୍ୱ ଅଧିକାରୀ ଓ ବରିଷ୍ଠ ପ୍ରଶାସକମାନେ ଏ ବିଷୟରେ ଅନୁଧ୍ୟାନ ଜାରି ରଖିଛନ୍ତି । ସଂସ୍ଥା ବା ବ୍ୟକ୍ତିବିଶେଷ ଦ୍ୱାରା ପରିକଳ୍ପନା ଏକ ଉଦ୍ଭଟ <box>355 1841 645 1960</box>
letter-byline: ବିନୋଦ ବିହାରୀ ବେହେରା, ନୂଆସାହି, ନୂଆବଜାର, କଟକ <box>1260 806 1495 820</box>
archive-title: ପଚିଶ ବର୍ଷ <box>1280 1467 1368 1492</box>
sudoku-answer-note: ଏହାର ଉତ୍ତର ଆସନ୍ତାକାଲି ପ୍ରକାଶ ପାଇବ <box>1189 2042 1478 2067</box>
poem-source: (ଜାଗ୍ରତ ଆଘାତ) <box>187 148 271 162</box>
grid-row[interactable]: .5.C..D......4. <box>1189 1784 1490 1799</box>
section-divider <box>5 780 1150 782</box>
letter-headline: ନାରୀ ଅବଳା ନୁହେଁ <box>1248 563 1412 592</box>
cyan-dot <box>1195 2318 1210 2333</box>
grid-row: 36EC1B8AD075429 <box>1323 2094 1488 2104</box>
grid-row[interactable]: ..E18...6.C.... <box>1189 1994 1490 2009</box>
chirantani-poem <box>29 64 311 144</box>
advt-email-link[interactable]: E-mail: advt@dharitri.com <box>1256 1344 1407 1359</box>
archive-items <box>1168 1537 1495 1609</box>
black-dot <box>1249 2318 1264 2333</box>
zila-label: ଜିଲା ଡାଏରୀ <box>7 242 250 284</box>
